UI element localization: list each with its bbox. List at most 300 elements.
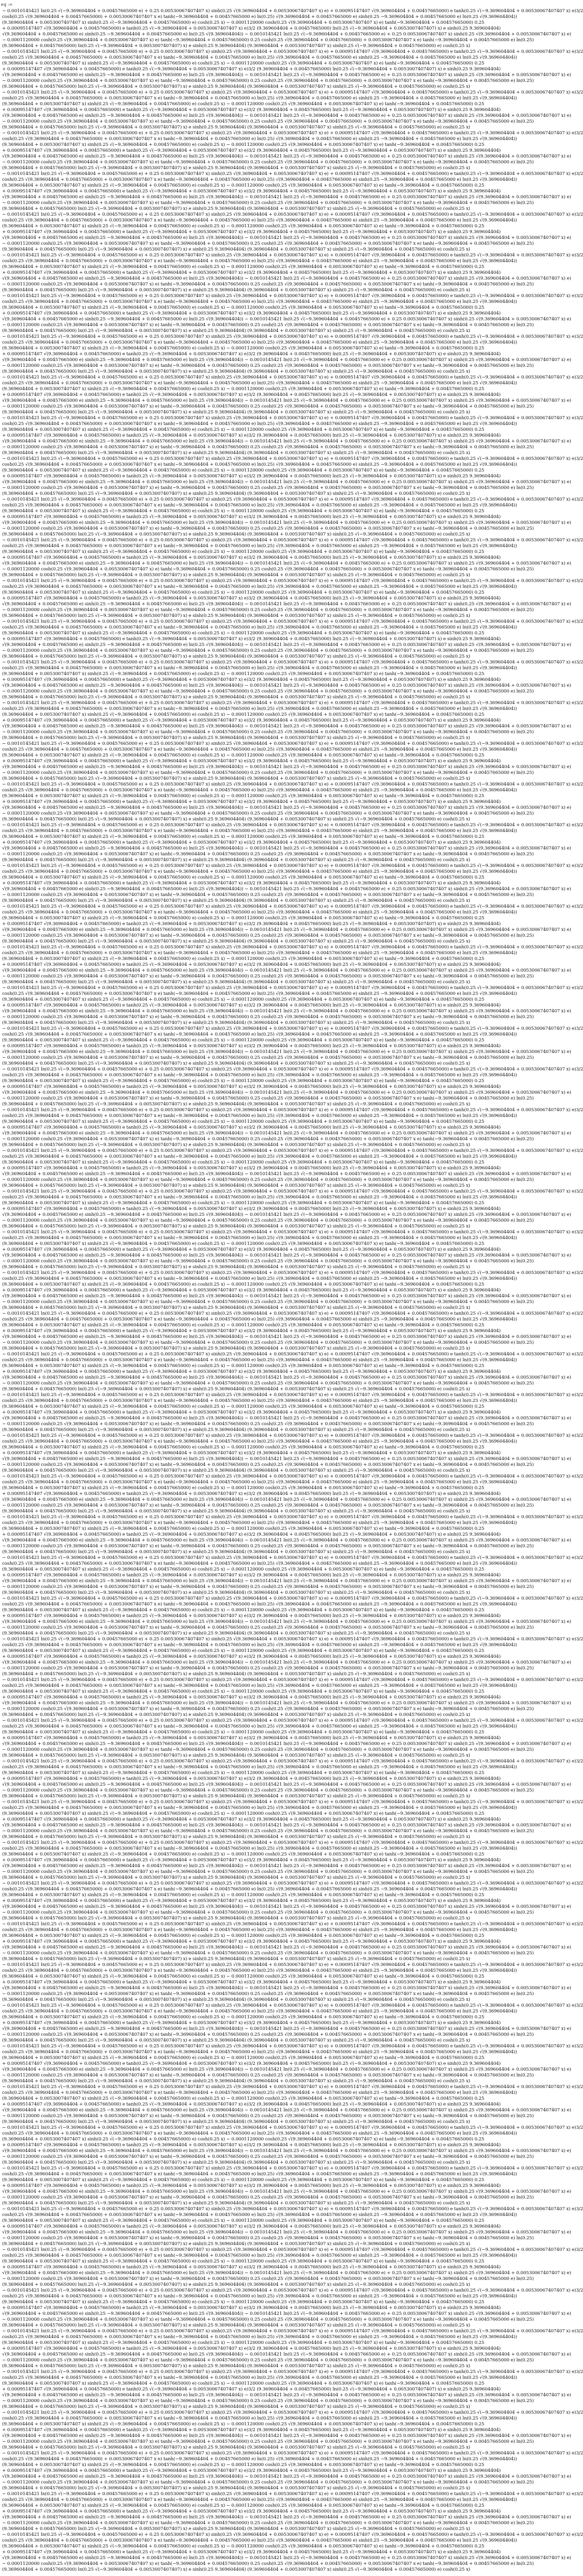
equation-line: + 0.00095147407 √(9.369604404 + 0.00457665000) e tanh(0.25 √(−9.369604404 + 0.00530067407407 x) e)3/2 (9.369604404 + 0.00457665000) ln(0.25 √(−9.369604404 + 0.0053007407407) x) e sinh(0.25 9.369604404) (2, 1858, 501, 1863)
equation-line: √(9.369604404 + 0.00457665000 e) sinh(0.25 −9.369604404 + 0.00457665000 e) ln(0.25 √(9.369604404)) − 0.0010145421 ln(0.25 √(−9.369604404 + 0.00457665000 e) + 0.25 0.00530067407407 x) sinh(0.25 √(9.369604404 + 0.00530067407407 x) e) (2, 72, 571, 78)
equation-line: (9.369604404 + 0.00457665000) ln(0.25 √(−9.369604404 + 0.0053007407407) x) e sinh(0.25 9.369604404) (9.369604404 + 0.0053007407407 x) sinh(0.25 √(−9.369604404 + 0.00457665000) e) cosh(0.25 x) (2, 1468, 470, 1473)
equation-line: (9.369604404 + 0.0053007407407 x) sinh(0.25 √(−9.369604404 + 0.00457665000) e) cosh(0.25 x) − 0.0001120000 cosh(0.25 √(9.369604404 + 0.00530067407407 x) e) tanh(−9.369604404 + 0.00457665000) 0.25 (2, 183, 485, 188)
equation-line: − 0.0001120000 cosh(0.25 √(9.369604404 + 0.00530067407407 x) e) tanh(−9.369604404 + 0.00457665000) 0.25 cosh(0.25 √(9.369604404 + 0.00457665000) + 0.00530067407407 x e) tanh(−9.369604404 + 0.00457665000 e) ln(0.25) (2, 1218, 534, 1223)
equation-line: cosh(0.25 √(9.369604404 + 0.00457665000) + 0.00530067407407 x e) tanh(−9.369604404 + 0.00457665000 e) ln(0.25) √(9.369604404 + 0.00457665000 e) sinh(0.25 −9.369604404 + 0.00457665000 e) ln(0.25 √(9.369604404)) (2, 1724, 517, 1729)
equation-line: (9.369604404 + 0.0053007407407 x) sinh(0.25 √(−9.369604404 + 0.00457665000) e) cosh(0.25 x) − 0.0001120000 cosh(0.25 √(9.369604404 + 0.00530067407407 x) e) tanh(−9.369604404 + 0.00457665000) 0.25 (2, 671, 485, 677)
equation-line: + 0.00095147407 √(9.369604404 + 0.00457665000) e tanh(0.25 √(−9.369604404 + 0.00530067407407 x) e)3/2 (9.369604404 + 0.00457665000) ln(0.25 √(−9.369604404 + 0.0053007407407) x) e sinh(0.25 9.369604404) (2, 189, 501, 194)
equation-line: (9.369604404 + 0.0053007407407 x) sinh(0.25 √(−9.369604404 + 0.00457665000) e) cosh(0.25 x) − 0.0001120000 cosh(0.25 √(9.369604404 + 0.00530067407407 x) e) tanh(−9.369604404 + 0.00457665000) 0.25 (2, 2381, 485, 2386)
equation-line: (9.369604404 + 0.0053007407407 x) sinh(0.25 √(−9.369604404 + 0.00457665000) e) cosh(0.25 x) − 0.0001120000 cosh(0.25 √(9.369604404 + 0.00530067407407 x) e) tanh(−9.369604404 + 0.00457665000) 0.25 (2, 1567, 485, 1572)
equation-line: (9.369604404 + 0.0053007407407 x) sinh(0.25 √(−9.369604404 + 0.00457665000) e) cosh(0.25 x) − 0.0001120000 cosh(0.25 √(9.369604404 + 0.00530067407407 x) e) tanh(−9.369604404 + 0.00457665000) 0.25 (2, 1933, 485, 1938)
equation-line: + 0.00095147407 √(9.369604404 + 0.00457665000) e tanh(0.25 √(−9.369604404 + 0.00530067407407 x) e)3/2 (9.369604404 + 0.00457665000) ln(0.25 √(−9.369604404 + 0.0053007407407) x) e sinh(0.25 9.369604404) (2, 2020, 501, 2026)
equation-line: − 0.0001120000 cosh(0.25 √(9.369604404 + 0.00530067407407 x) e) tanh(−9.369604404 + 0.00457665000) 0.25 cosh(0.25 √(9.369604404 + 0.00457665000) + 0.00530067407407 x e) tanh(−9.369604404 + 0.00457665000 e) ln(0.25) (2, 78, 534, 84)
equation-line: − 0.0010145421 ln(0.25 √(−9.369604404 + 0.00457665000 e) + 0.25 0.00530067407407 x) sinh(0.25 √(9.369604404 + 0.00530067407407 x) e) + 0.00095147407 √(9.369604404 + 0.00457665000) e tanh(0.25 √(−9.369604404 + 0.00530067407407 x) e)3/2 (2, 1881, 583, 1886)
equation-line: cosh(0.25 √(9.369604404 + 0.00457665000) + 0.00530067407407 x e) tanh(−9.369604404 + 0.00457665000 e) ln(0.25) √(9.369604404 + 0.00457665000 e) sinh(0.25 −9.369604404 + 0.00457665000 e) ln(0.25 √(9.369604404)) (2, 2172, 517, 2177)
equation-line: cosh(0.25 √(9.369604404 + 0.00457665000) + 0.00530067407407 x e) tanh(−9.369604404 + 0.00457665000 e) ln(0.25) √(9.369604404 + 0.00457665000 e) sinh(0.25 −9.369604404 + 0.00457665000 e) ln(0.25 √(9.369604404)) (2, 1398, 517, 1404)
equation-line: + 0.00095147407 √(9.369604404 + 0.00457665000) e tanh(0.25 √(−9.369604404 + 0.00530067407407 x) e)3/2 (9.369604404 + 0.00457665000) ln(0.25 √(−9.369604404 + 0.0053007407407) x) e sinh(0.25 9.369604404) (2, 229, 501, 235)
equation-line: + 0.00095147407 √(9.369604404 + 0.00457665000) e tanh(0.25 √(−9.369604404 + 0.00530067407407 x) e)3/2 (9.369604404 + 0.00457665000) ln(0.25 √(−9.369604404 + 0.0053007407407) x) e sinh(0.25 9.369604404) (2, 1247, 501, 1252)
equation-line: − 0.0001120000 cosh(0.25 √(9.369604404 + 0.00530067407407 x) e) tanh(−9.369604404 + 0.00457665000) 0.25 cosh(0.25 √(9.369604404 + 0.00457665000) + 0.00530067407407 x e) tanh(−9.369604404 + 0.00457665000 e) ln(0.25) (2, 892, 534, 898)
equation-line: (9.369604404 + 0.00457665000) ln(0.25 √(−9.369604404 + 0.0053007407407) x) e sinh(0.25 9.369604404) (9.369604404 + 0.0053007407407 x) sinh(0.25 √(−9.369604404 + 0.00457665000) e) cosh(0.25 x) (2, 2486, 470, 2491)
equation-line: − 0.0001120000 cosh(0.25 √(9.369604404 + 0.00530067407407 x) e) tanh(−9.369604404 + 0.00457665000) 0.25 cosh(0.25 √(9.369604404 + 0.00457665000) + 0.00530067407407 x e) tanh(−9.369604404 + 0.00457665000 e) ln(0.25) (2, 2073, 534, 2078)
equation-line: (9.369604404 + 0.00457665000) ln(0.25 √(−9.369604404 + 0.0053007407407) x) e sinh(0.25 9.369604404) (9.369604404 + 0.0053007407407 x) sinh(0.25 √(−9.369604404 + 0.00457665000) e) cosh(0.25 x) (2, 2282, 470, 2287)
equation-line: √(9.369604404 + 0.00457665000 e) sinh(0.25 −9.369604404 + 0.00457665000 e) ln(0.25 √(9.369604404)) − 0.0010145421 ln(0.25 √(−9.369604404 + 0.00457665000 e) + 0.25 0.00530067407407 x) sinh(0.25 √(9.369604404 + 0.00530067407407 x) e) (2, 1456, 571, 1462)
equation-line: + 0.00095147407 √(9.369604404 + 0.00457665000) e tanh(0.25 √(−9.369604404 + 0.00530067407407 x) e)3/2 (9.369604404 + 0.00457665000) ln(0.25 √(−9.369604404 + 0.0053007407407) x) e sinh(0.25 9.369604404) (2, 1451, 501, 1456)
equation-line: cosh(0.25 √(9.369604404 + 0.00457665000) + 0.00530067407407 x e) tanh(−9.369604404 + 0.00457665000 e) ln(0.25) √(9.369604404 + 0.00457665000 e) sinh(0.25 −9.369604404 + 0.00457665000 e) ln(0.25 √(9.369604404)) (2, 869, 517, 874)
equation-line: (9.369604404 + 0.00457665000) ln(0.25 √(−9.369604404 + 0.0053007407407) x) e sinh(0.25 9.369604404) (9.369604404 + 0.0053007407407 x) sinh(0.25 √(−9.369604404 + 0.00457665000) e) cosh(0.25 x) (2, 1264, 470, 1270)
equation-line: − 0.0010145421 ln(0.25 √(−9.369604404 + 0.00457665000 e) + 0.25 0.00530067407407 x) sinh(0.25 √(9.369604404 + 0.00530067407407 x) e) + 0.00095147407 √(9.369604404 + 0.00457665000) e tanh(0.25 √(−9.369604404 + 0.00530067407407 x) e)3/2 (2, 741, 583, 746)
equation-line: (9.369604404 + 0.00457665000) ln(0.25 √(−9.369604404 + 0.0053007407407) x) e sinh(0.25 9.369604404) (9.369604404 + 0.0053007407407 x) sinh(0.25 √(−9.369604404 + 0.00457665000) e) cosh(0.25 x) (2, 1712, 470, 1718)
equation-line: √(9.369604404 + 0.00457665000 e) sinh(0.25 −9.369604404 + 0.00457665000 e) ln(0.25 √(9.369604404)) − 0.0010145421 ln(0.25 √(−9.369604404 + 0.00457665000 e) + 0.25 0.00530067407407 x) sinh(0.25 √(9.369604404 + 0.00530067407407 x) e) (2, 1212, 571, 1217)
equation-line: − 0.0010145421 ln(0.25 √(−9.369604404 + 0.00457665000 e) + 0.25 0.00530067407407 x) sinh(0.25 √(9.369604404 + 0.00530067407407 x) e) + 0.00095147407 √(9.369604404 + 0.00457665000) e tanh(0.25 √(−9.369604404 + 0.00530067407407 x) e)3/2 (2, 1962, 583, 1968)
equation-line: − 0.0001120000 cosh(0.25 √(9.369604404 + 0.00530067407407 x) e) tanh(−9.369604404 + 0.00457665000) 0.25 cosh(0.25 √(9.369604404 + 0.00457665000) + 0.00530067407407 x e) tanh(−9.369604404 + 0.00457665000 e) ln(0.25) (2, 1829, 534, 1834)
equation-line: √(9.369604404 + 0.00457665000 e) sinh(0.25 −9.369604404 + 0.00457665000 e) ln(0.25 √(9.369604404)) − 0.0010145421 ln(0.25 √(−9.369604404 + 0.00457665000 e) + 0.25 0.00530067407407 x) sinh(0.25 √(9.369604404 + 0.00530067407407 x) e) (2, 398, 571, 403)
equation-line: √(9.369604404 + 0.00457665000 e) sinh(0.25 −9.369604404 + 0.00457665000 e) ln(0.25 √(9.369604404)) − 0.0010145421 ln(0.25 √(−9.369604404 + 0.00457665000 e) + 0.25 0.00530067407407 x) sinh(0.25 √(9.369604404 + 0.00530067407407 x) e) (2, 1863, 571, 1869)
equation-line: (9.369604404 + 0.00457665000) ln(0.25 √(−9.369604404 + 0.0053007407407) x) e sinh(0.25 9.369604404) (9.369604404 + 0.0053007407407 x) sinh(0.25 √(−9.369604404 + 0.00457665000) e) cosh(0.25 x) (2, 1020, 470, 1026)
equation-line: − 0.0001120000 cosh(0.25 √(9.369604404 + 0.00530067407407 x) e) tanh(−9.369604404 + 0.00457665000) 0.25 cosh(0.25 √(9.369604404 + 0.00457665000) + 0.00530067407407 x e) tanh(−9.369604404 + 0.00457665000 e) ln(0.25) (2, 2317, 534, 2322)
equation-line: − 0.0001120000 cosh(0.25 √(9.369604404 + 0.00530067407407 x) e) tanh(−9.369604404 + 0.00457665000) 0.25 cosh(0.25 √(9.369604404 + 0.00457665000) + 0.00530067407407 x e) tanh(−9.369604404 + 0.00457665000 e) ln(0.25) (2, 1381, 534, 1386)
equation-line: + 0.00095147407 √(9.369604404 + 0.00457665000) e tanh(0.25 √(−9.369604404 + 0.00530067407407 x) e)3/2 (9.369604404 + 0.00457665000) ln(0.25 √(−9.369604404 + 0.0053007407407) x) e sinh(0.25 9.369604404) (2, 2305, 501, 2311)
equation-line: √(9.369604404 + 0.00457665000 e) sinh(0.25 −9.369604404 + 0.00457665000 e) ln(0.25 √(9.369604404)) − 0.0010145421 ln(0.25 √(−9.369604404 + 0.00457665000 e) + 0.25 0.00530067407407 x) sinh(0.25 √(9.369604404 + 0.00530067407407 x) e) (2, 2026, 571, 2032)
equation-line: (9.369604404 + 0.00457665000) ln(0.25 √(−9.369604404 + 0.0053007407407) x) e sinh(0.25 9.369604404) (9.369604404 + 0.0053007407407 x) sinh(0.25 √(−9.369604404 + 0.00457665000) e) cosh(0.25 x) (2, 2404, 470, 2409)
equation-line: √(9.369604404 + 0.00457665000 e) sinh(0.25 −9.369604404 + 0.00457665000 e) ln(0.25 √(9.369604404)) − 0.0010145421 ln(0.25 √(−9.369604404 + 0.00457665000 e) + 0.25 0.00530067407407 x) sinh(0.25 √(9.369604404 + 0.00530067407407 x) e) (2, 1334, 571, 1340)
equation-line: (9.369604404 + 0.0053007407407 x) sinh(0.25 √(−9.369604404 + 0.00457665000) e) cosh(0.25 x) − 0.0001120000 cosh(0.25 √(9.369604404 + 0.00530067407407 x) e) tanh(−9.369604404 + 0.00457665000) 0.25 (2, 427, 485, 432)
equation-line: − 0.0001120000 cosh(0.25 √(9.369604404 + 0.00530067407407 x) e) tanh(−9.369604404 + 0.00457665000) 0.25 cosh(0.25 √(9.369604404 + 0.00457665000) + 0.00530067407407 x e) tanh(−9.369604404 + 0.00457665000 e) ln(0.25) (2, 2276, 534, 2282)
equation-line: (9.369604404 + 0.0053007407407 x) sinh(0.25 √(−9.369604404 + 0.00457665000) e) cosh(0.25 x) − 0.0001120000 cosh(0.25 √(9.369604404 + 0.00530067407407 x) e) tanh(−9.369604404 + 0.00457665000) 0.25 (2, 1241, 485, 1247)
equation-line: (9.369604404 + 0.00457665000) ln(0.25 √(−9.369604404 + 0.0053007407407) x) e sinh(0.25 9.369604404) (9.369604404 + 0.0053007407407 x) sinh(0.25 √(−9.369604404 + 0.00457665000) e) cosh(0.25 x) (2, 288, 470, 293)
equation-line: √(9.369604404 + 0.00457665000 e) sinh(0.25 −9.369604404 + 0.00457665000 e) ln(0.25 √(9.369604404)) − 0.0010145421 ln(0.25 √(−9.369604404 + 0.00457665000 e) + 0.25 0.00530067407407 x) sinh(0.25 √(9.369604404 + 0.00530067407407 x) e) (2, 1294, 571, 1299)
equation-line: cosh(0.25 √(9.369604404 + 0.00457665000) + 0.00530067407407 x e) tanh(−9.369604404 + 0.00457665000 e) ln(0.25) √(9.369604404 + 0.00457665000 e) sinh(0.25 −9.369604404 + 0.00457665000 e) ln(0.25 √(9.369604404)) (2, 503, 517, 508)
equation-line: (9.369604404 + 0.00457665000) ln(0.25 √(−9.369604404 + 0.0053007407407) x) e sinh(0.25 9.369604404) (9.369604404 + 0.0053007407407 x) sinh(0.25 √(−9.369604404 + 0.00457665000) e) cosh(0.25 x) (2, 776, 470, 781)
equation-line: − 0.0010145421 ln(0.25 √(−9.369604404 + 0.00457665000 e) + 0.25 0.00530067407407 x) sinh(0.25 √(9.369604404 + 0.00530067407407 x) e) + 0.00095147407 √(9.369604404 + 0.00457665000) e tanh(0.25 √(−9.369604404 + 0.00530067407407 x) e)3/2 (2, 1555, 583, 1561)
equation-line: + 0.00095147407 √(9.369604404 + 0.00457665000) e tanh(0.25 √(−9.369604404 + 0.00530067407407 x) e)3/2 (9.369604404 + 0.00457665000) ln(0.25 √(−9.369604404 + 0.0053007407407) x) e sinh(0.25 9.369604404) (2, 1044, 501, 1049)
equation-line: (9.369604404 + 0.0053007407407 x) sinh(0.25 √(−9.369604404 + 0.00457665000) e) cosh(0.25 x) − 0.0001120000 cosh(0.25 √(9.369604404 + 0.00530067407407 x) e) tanh(−9.369604404 + 0.00457665000) 0.25 (2, 61, 485, 66)
equation-line: √(9.369604404 + 0.00457665000 e) sinh(0.25 −9.369604404 + 0.00457665000 e) ln(0.25 √(9.369604404)) − 0.0010145421 ln(0.25 √(−9.369604404 + 0.00457665000 e) + 0.25 0.00530067407407 x) sinh(0.25 √(9.369604404 + 0.00530067407407 x) e) (2, 2352, 571, 2357)
equation-line: − 0.0001120000 cosh(0.25 √(9.369604404 + 0.00530067407407 x) e) tanh(−9.369604404 + 0.00457665000) 0.25 cosh(0.25 √(9.369604404 + 0.00457665000) + 0.00530067407407 x e) tanh(−9.369604404 + 0.00457665000 e) ln(0.25) (2, 1177, 534, 1183)
equation-line: + 0.00095147407 √(9.369604404 + 0.00457665000) e tanh(0.25 √(−9.369604404 + 0.00530067407407 x) e)3/2 (9.369604404 + 0.00457665000) ln(0.25 √(−9.369604404 + 0.0053007407407) x) e sinh(0.25 9.369604404) (2, 1369, 501, 1374)
equation-line: − 0.0001120000 cosh(0.25 √(9.369604404 + 0.00530067407407 x) e) tanh(−9.369604404 + 0.00457665000) 0.25 cosh(0.25 √(9.369604404 + 0.00457665000) + 0.00530067407407 x e) tanh(−9.369604404 + 0.00457665000 e) ln(0.25) (2, 1259, 534, 1264)
equation-line: (9.369604404 + 0.0053007407407 x) sinh(0.25 √(−9.369604404 + 0.00457665000) e) cosh(0.25 x) − 0.0001120000 cosh(0.25 √(9.369604404 + 0.00530067407407 x) e) tanh(−9.369604404 + 0.00457665000) 0.25 (2, 2259, 485, 2264)
equation-line: + 0.00095147407 √(9.369604404 + 0.00457665000) e tanh(0.25 √(−9.369604404 + 0.00530067407407 x) e)3/2 (9.369604404 + 0.00457665000) ln(0.25 √(−9.369604404 + 0.0053007407407) x) e sinh(0.25 9.369604404) (2, 433, 501, 438)
equation-line: cosh(0.25 √(9.369604404 + 0.00457665000) + 0.00530067407407 x e) tanh(−9.369604404 + 0.00457665000 e) ln(0.25) √(9.369604404 + 0.00457665000 e) sinh(0.25 −9.369604404 + 0.00457665000 e) ln(0.25 √(9.369604404)) (2, 1765, 517, 1770)
equation-line: − 0.0010145421 ln(0.25 √(−9.369604404 + 0.00457665000 e) + 0.25 0.00530067407407 x) sinh(0.25 √(9.369604404 + 0.00530067407407 x) e) + 0.00095147407 √(9.369604404 + 0.00457665000) e tanh(0.25 √(−9.369604404 + 0.00530067407407 x) e)3/2 (2, 1799, 583, 1805)
equation-line: − 0.0001120000 cosh(0.25 √(9.369604404 + 0.00530067407407 x) e) tanh(−9.369604404 + 0.00457665000) 0.25 cosh(0.25 √(9.369604404 + 0.00457665000) + 0.00530067407407 x e) tanh(−9.369604404 + 0.00457665000 e) ln(0.25) (2, 445, 534, 450)
equation-line: − 0.0001120000 cosh(0.25 √(9.369604404 + 0.00530067407407 x) e) tanh(−9.369604404 + 0.00457665000) 0.25 cosh(0.25 √(9.369604404 + 0.00457665000) + 0.00530067407407 x e) tanh(−9.369604404 + 0.00457665000 e) ln(0.25) (2, 1584, 534, 1590)
equation-line: √(9.369604404 + 0.00457665000 e) sinh(0.25 −9.369604404 + 0.00457665000 e) ln(0.25 √(9.369604404)) − 0.0010145421 ln(0.25 √(−9.369604404 + 0.00457665000 e) + 0.25 0.00530067407407 x) sinh(0.25 √(9.369604404 + 0.00530067407407 x) e) (2, 154, 571, 159)
equation-line: + 0.00095147407 √(9.369604404 + 0.00457665000) e tanh(0.25 √(−9.369604404 + 0.00530067407407 x) e)3/2 (9.369604404 + 0.00457665000) ln(0.25 √(−9.369604404 + 0.0053007407407) x) e sinh(0.25 9.369604404) (2, 148, 501, 153)
equation-line: − 0.0010145421 ln(0.25 √(−9.369604404 + 0.00457665000 e) + 0.25 0.00530067407407 x) sinh(0.25 √(9.369604404 + 0.00530067407407 x) e) + 0.00095147407 √(9.369604404 + 0.00457665000) e tanh(0.25 √(−9.369604404 + 0.00530067407407 x) e)3/2 (2, 2044, 583, 2049)
equation-line: − 0.0001120000 cosh(0.25 √(9.369604404 + 0.00530067407407 x) e) tanh(−9.369604404 + 0.00457665000) 0.25 cosh(0.25 √(9.369604404 + 0.00457665000) + 0.00530067407407 x e) tanh(−9.369604404 + 0.00457665000 e) ln(0.25) (2, 1747, 534, 1752)
equation-line: − 0.0001120000 cosh(0.25 √(9.369604404 + 0.00530067407407 x) e) tanh(−9.369604404 + 0.00457665000) 0.25 cosh(0.25 √(9.369604404 + 0.00457665000) + 0.00530067407407 x e) tanh(−9.369604404 + 0.00457665000 e) ln(0.25) (2, 2195, 534, 2200)
equation-line: (9.369604404 + 0.0053007407407 x) sinh(0.25 √(−9.369604404 + 0.00457665000) e) cosh(0.25 x) − 0.0001120000 cosh(0.25 √(9.369604404 + 0.00530067407407 x) e) tanh(−9.369604404 + 0.00457665000) 0.25 (2, 20, 485, 25)
equation-line: − 0.0001120000 cosh(0.25 √(9.369604404 + 0.00530067407407 x) e) tanh(−9.369604404 + 0.00457665000) 0.25 cosh(0.25 √(9.369604404 + 0.00457665000) + 0.00530067407407 x e) tanh(−9.369604404 + 0.00457665000 e) ln(0.25) (2, 322, 534, 328)
equation-line: cosh(0.25 √(9.369604404 + 0.00457665000) + 0.00530067407407 x e) tanh(−9.369604404 + 0.00457665000 e) ln(0.25) √(9.369604404 + 0.00457665000 e) sinh(0.25 −9.369604404 + 0.00457665000 e) ln(0.25 √(9.369604404)) (2, 584, 517, 589)
equation-line: √(9.369604404 + 0.00457665000 e) sinh(0.25 −9.369604404 + 0.00457665000 e) ln(0.25 √(9.369604404)) − 0.0010145421 ln(0.25 √(−9.369604404 + 0.00457665000 e) + 0.25 0.00530067407407 x) sinh(0.25 √(9.369604404 + 0.00530067407407 x) e) (2, 764, 571, 770)
equation-line: cosh(0.25 √(9.369604404 + 0.00457665000) + 0.00530067407407 x e) tanh(−9.369604404 + 0.00457665000 e) ln(0.25) √(9.369604404 + 0.00457665000 e) sinh(0.25 −9.369604404 + 0.00457665000 e) ln(0.25 √(9.369604404)) (2, 2131, 517, 2136)
equation-line: + 0.00095147407 √(9.369604404 + 0.00457665000) e tanh(0.25 √(−9.369604404 + 0.00530067407407 x) e)3/2 (9.369604404 + 0.00457665000) ln(0.25 √(−9.369604404 + 0.0053007407407) x) e sinh(0.25 9.369604404) (2, 514, 501, 520)
equation-line: + 0.00095147407 √(9.369604404 + 0.00457665000) e tanh(0.25 √(−9.369604404 + 0.00530067407407 x) e)3/2 (9.369604404 + 0.00457665000) ln(0.25 √(−9.369604404 + 0.0053007407407) x) e sinh(0.25 9.369604404) (2, 555, 501, 560)
equation-line: − 0.0001120000 cosh(0.25 √(9.369604404 + 0.00530067407407 x) e) tanh(−9.369604404 + 0.00457665000) 0.25 cosh(0.25 √(9.369604404 + 0.00457665000) + 0.00530067407407 x e) tanh(−9.369604404 + 0.00457665000 e) ln(0.25) (2, 2398, 534, 2404)
equation-line: (9.369604404 + 0.0053007407407 x) sinh(0.25 √(−9.369604404 + 0.00457665000) e) cosh(0.25 x) − 0.0001120000 cosh(0.25 √(9.369604404 + 0.00530067407407 x) e) tanh(−9.369604404 + 0.00457665000) 0.25 (2, 753, 485, 758)
equation-line: − 0.0001120000 cosh(0.25 √(9.369604404 + 0.00530067407407 x) e) tanh(−9.369604404 + 0.00457665000) 0.25 cosh(0.25 √(9.369604404 + 0.00457665000) + 0.00530067407407 x e) tanh(−9.369604404 + 0.00457665000 e) ln(0.25) (2, 648, 534, 653)
equation-line: + 0.00095147407 √(9.369604404 + 0.00457665000) e tanh(0.25 √(−9.369604404 + 0.00530067407407 x) e)3/2 (9.369604404 + 0.00457665000) ln(0.25 √(−9.369604404 + 0.0053007407407) x) e sinh(0.25 9.369604404) (2, 759, 501, 764)
equation-line: (9.369604404 + 0.0053007407407 x) sinh(0.25 √(−9.369604404 + 0.00457665000) e) cosh(0.25 x) − 0.0001120000 cosh(0.25 √(9.369604404 + 0.00530067407407 x) e) tanh(−9.369604404 + 0.00457665000) 0.25 (2, 793, 485, 799)
equation-line: − 0.0001120000 cosh(0.25 √(9.369604404 + 0.00530067407407 x) e) tanh(−9.369604404 + 0.00457665000) 0.25 cosh(0.25 √(9.369604404 + 0.00457665000) + 0.00530067407407 x e) tanh(−9.369604404 + 0.00457665000 e) ln(0.25) (2, 2520, 534, 2526)
equation-line: (9.369604404 + 0.00457665000) ln(0.25 √(−9.369604404 + 0.0053007407407) x) e sinh(0.25 9.369604404) (9.369604404 + 0.0053007407407 x) sinh(0.25 √(−9.369604404 + 0.00457665000) e) cosh(0.25 x) (2, 1142, 470, 1148)
equation-line: − 0.0001120000 cosh(0.25 √(9.369604404 + 0.00530067407407 x) e) tanh(−9.369604404 + 0.00457665000) 0.25 cosh(0.25 √(9.369604404 + 0.00457665000) + 0.00530067407407 x e) tanh(−9.369604404 + 0.00457665000 e) ln(0.25) (2, 2236, 534, 2241)
equation-line: (9.369604404 + 0.0053007407407 x) sinh(0.25 √(−9.369604404 + 0.00457665000) e) cosh(0.25 x) − 0.0001120000 cosh(0.25 √(9.369604404 + 0.00530067407407 x) e) tanh(−9.369604404 + 0.00457665000) 0.25 (2, 2177, 485, 2183)
equation-line: √(9.369604404 + 0.00457665000 e) sinh(0.25 −9.369604404 + 0.00457665000 e) ln(0.25 √(9.369604404)) − 0.0010145421 ln(0.25 √(−9.369604404 + 0.00457665000 e) + 0.25 0.00530067407407 x) sinh(0.25 √(9.369604404 + 0.00530067407407 x) e) (2, 2230, 571, 2235)
equation-line: (9.369604404 + 0.00457665000) ln(0.25 √(−9.369604404 + 0.0053007407407) x) e sinh(0.25 9.369604404) (9.369604404 + 0.0053007407407 x) sinh(0.25 √(−9.369604404 + 0.00457665000) e) cosh(0.25 x) (2, 2526, 470, 2532)
equation-line: + 0.00095147407 √(9.369604404 + 0.00457665000) e tanh(0.25 √(−9.369604404 + 0.00530067407407 x) e)3/2 (9.369604404 + 0.00457665000) ln(0.25 √(−9.369604404 + 0.0053007407407) x) e sinh(0.25 9.369604404) (2, 1125, 501, 1130)
equation-line: (9.369604404 + 0.00457665000) ln(0.25 √(−9.369604404 + 0.0053007407407) x) e sinh(0.25 9.369604404) (9.369604404 + 0.0053007407407 x) sinh(0.25 √(−9.369604404 + 0.00457665000) e) cosh(0.25 x) (2, 1305, 470, 1310)
equation-line: − 0.0010145421 ln(0.25 √(−9.369604404 + 0.00457665000 e) + 0.25 0.00530067407407 x) sinh(0.25 √(9.369604404 + 0.00530067407407 x) e) + 0.00095147407 √(9.369604404 + 0.00457665000) e tanh(0.25 √(−9.369604404 + 0.00530067407407 x) e)3/2 (2, 334, 583, 339)
equation-line: cosh(0.25 √(9.369604404 + 0.00457665000) + 0.00530067407407 x e) tanh(−9.369604404 + 0.00457665000 e) ln(0.25) √(9.369604404 + 0.00457665000 e) sinh(0.25 −9.369604404 + 0.00457665000 e) ln(0.25 √(9.369604404)) (2, 991, 517, 996)
equation-line: − 0.0001120000 cosh(0.25 √(9.369604404 + 0.00530067407407 x) e) tanh(−9.369604404 + 0.00457665000) 0.25 cosh(0.25 √(9.369604404 + 0.00457665000) + 0.00530067407407 x e) tanh(−9.369604404 + 0.00457665000 e) ln(0.25) (2, 933, 534, 938)
equation-line: (9.369604404 + 0.0053007407407 x) sinh(0.25 √(−9.369604404 + 0.00457665000) e) cosh(0.25 x) − 0.0001120000 cosh(0.25 √(9.369604404 + 0.00530067407407 x) e) tanh(−9.369604404 + 0.00457665000) 0.25 (2, 101, 485, 107)
equation-line: + 0.00095147407 √(9.369604404 + 0.00457665000) e tanh(0.25 √(−9.369604404 + 0.00530067407407 x) e)3/2 (9.369604404 + 0.00457665000) ln(0.25 √(−9.369604404 + 0.0053007407407) x) e sinh(0.25 9.369604404) (2, 26, 501, 31)
equation-line: (9.369604404 + 0.00457665000) ln(0.25 √(−9.369604404 + 0.0053007407407) x) e sinh(0.25 9.369604404) (9.369604404 + 0.0053007407407 x) sinh(0.25 √(−9.369604404 + 0.00457665000) e) cosh(0.25 x) (2, 491, 470, 496)
equation-line: √(9.369604404 + 0.00457665000 e) sinh(0.25 −9.369604404 + 0.00457665000 e) ln(0.25 √(9.369604404)) − 0.0010145421 ln(0.25 √(−9.369604404 + 0.00457665000 e) + 0.25 0.00530067407407 x) sinh(0.25 √(9.369604404 + 0.00530067407407 x) e) (2, 1171, 571, 1177)
equation-line: cosh(0.25 √(9.369604404 + 0.00457665000) + 0.00530067407407 x e) tanh(−9.369604404 + 0.00457665000 e) ln(0.25) √(9.369604404 + 0.00457665000 e) sinh(0.25 −9.369604404 + 0.00457665000 e) ln(0.25 √(9.369604404)) (2, 1317, 517, 1322)
equation-line: − 0.0001120000 cosh(0.25 √(9.369604404 + 0.00530067407407 x) e) tanh(−9.369604404 + 0.00457665000) 0.25 cosh(0.25 √(9.369604404 + 0.00457665000) + 0.00530067407407 x e) tanh(−9.369604404 + 0.00457665000 e) ln(0.25) (2, 2032, 534, 2037)
equation-line: cosh(0.25 √(9.369604404 + 0.00457665000) + 0.00530067407407 x e) tanh(−9.369604404 + 0.00457665000 e) ln(0.25) √(9.369604404 + 0.00457665000 e) sinh(0.25 −9.369604404 + 0.00457665000 e) ln(0.25 √(9.369604404)) (2, 950, 517, 956)
equation-line: − 0.0001120000 cosh(0.25 √(9.369604404 + 0.00530067407407 x) e) tanh(−9.369604404 + 0.00457665000) 0.25 cosh(0.25 √(9.369604404 + 0.00457665000) + 0.00530067407407 x e) tanh(−9.369604404 + 0.00457665000 e) ln(0.25) (2, 811, 534, 816)
equation-line: + 0.00095147407 √(9.369604404 + 0.00457665000) e tanh(0.25 √(−9.369604404 + 0.00530067407407 x) e)3/2 (9.369604404 + 0.00457665000) ln(0.25 √(−9.369604404 + 0.0053007407407) x) e sinh(0.25 9.369604404) (2, 2224, 501, 2229)
equation-line: − 0.0001120000 cosh(0.25 √(9.369604404 + 0.00530067407407 x) e) tanh(−9.369604404 + 0.00457665000) 0.25 cosh(0.25 √(9.369604404 + 0.00457665000) + 0.00530067407407 x e) tanh(−9.369604404 + 0.00457665000 e) ln(0.25) (2, 485, 534, 491)
equation-line: (9.369604404 + 0.00457665000) ln(0.25 √(−9.369604404 + 0.0053007407407) x) e sinh(0.25 9.369604404) (9.369604404 + 0.0053007407407 x) sinh(0.25 √(−9.369604404 + 0.00457665000) e) cosh(0.25 x) (2, 2038, 470, 2043)
equation-line: − 0.0010145421 ln(0.25 √(−9.369604404 + 0.00457665000 e) + 0.25 0.00530067407407 x) sinh(0.25 √(9.369604404 + 0.00530067407407 x) e) + 0.00095147407 √(9.369604404 + 0.00457665000) e tanh(0.25 √(−9.369604404 + 0.00530067407407 x) e)3/2 (2, 497, 583, 502)
equation-line: + 0.00095147407 √(9.369604404 + 0.00457665000) e tanh(0.25 √(−9.369604404 + 0.00530067407407 x) e)3/2 (9.369604404 + 0.00457665000) ln(0.25 √(−9.369604404 + 0.0053007407407) x) e sinh(0.25 9.369604404) (2, 1939, 501, 1944)
equation-line: cosh(0.25 √(9.369604404 + 0.00457665000) + 0.00530067407407 x e) tanh(−9.369604404 + 0.00457665000 e) ln(0.25) √(9.369604404 + 0.00457665000 e) sinh(0.25 −9.369604404 + 0.00457665000 e) ln(0.25 √(9.369604404)) (2, 381, 517, 386)
equation-line: cosh(0.25 √(9.369604404 + 0.00457665000) + 0.00530067407407 x e) tanh(−9.369604404 + 0.00457665000 e) ln(0.25) √(9.369604404 + 0.00457665000 e) sinh(0.25 −9.369604404 + 0.00457665000 e) ln(0.25 √(9.369604404)) (2, 666, 517, 671)
equation-line: √(9.369604404 + 0.00457665000 e) sinh(0.25 −9.369604404 + 0.00457665000 e) ln(0.25 √(9.369604404)) − 0.0010145421 ln(0.25 √(−9.369604404 + 0.00457665000 e) + 0.25 0.00530067407407 x) sinh(0.25 √(9.369604404 + 0.00530067407407 x) e) (2, 357, 571, 363)
equation-line: + 0.00095147407 √(9.369604404 + 0.00457665000) e tanh(0.25 √(−9.369604404 + 0.00530067407407 x) e)3/2 (9.369604404 + 0.00457665000) ln(0.25 √(−9.369604404 + 0.0053007407407) x) e sinh(0.25 9.369604404) (2, 1573, 501, 1578)
equation-line: (9.369604404 + 0.0053007407407 x) sinh(0.25 √(−9.369604404 + 0.00457665000) e) cosh(0.25 x) − 0.0001120000 cosh(0.25 √(9.369604404 + 0.00530067407407 x) e) tanh(−9.369604404 + 0.00457665000) 0.25 (2, 2422, 485, 2427)
equation-line: cosh(0.25 √(9.369604404 + 0.00457665000) + 0.00530067407407 x e) tanh(−9.369604404 + 0.00457665000 e) ln(0.25) √(9.369604404 + 0.00457665000 e) sinh(0.25 −9.369604404 + 0.00457665000 e) ln(0.25 √(9.369604404)) (2, 1439, 517, 1444)
equation-line: − 0.0010145421 ln(0.25 √(−9.369604404 + 0.00457665000 e) + 0.25 0.00530067407407 x) sinh(0.25 √(9.369604404 + 0.00530067407407 x) e) + 0.00095147407 √(9.369604404 + 0.00457665000) e tanh(0.25 √(−9.369604404 + 0.00530067407407 x) e)3/2 (2, 1067, 583, 1072)
equation-line: (9.369604404 + 0.0053007407407 x) sinh(0.25 √(−9.369604404 + 0.00457665000) e) cosh(0.25 x) − 0.0001120000 cosh(0.25 √(9.369604404 + 0.00530067407407 x) e) tanh(−9.369604404 + 0.00457665000) 0.25 (2, 1160, 485, 1165)
equation-line: + 0.00095147407 √(9.369604404 + 0.00457665000) e tanh(0.25 √(−9.369604404 + 0.00530067407407 x) e)3/2 (9.369604404 + 0.00457665000) ln(0.25 √(−9.369604404 + 0.0053007407407) x) e sinh(0.25 9.369604404) (2, 2265, 501, 2270)
equation-line: cosh(0.25 √(9.369604404 + 0.00457665000) + 0.00530067407407 x e) tanh(−9.369604404 + 0.00457665000 e) ln(0.25) √(9.369604404 + 0.00457665000 e) sinh(0.25 −9.369604404 + 0.00457665000 e) ln(0.25 √(9.369604404)) (2, 1805, 517, 1811)
equation-line: √(9.369604404 + 0.00457665000 e) sinh(0.25 −9.369604404 + 0.00457665000 e) ln(0.25 √(9.369604404)) − 0.0010145421 ln(0.25 √(−9.369604404 + 0.00457665000 e) + 0.25 0.00530067407407 x) sinh(0.25 √(9.369604404 + 0.00530067407407 x) e) (2, 113, 571, 118)
equation-line: − 0.0010145421 ln(0.25 √(−9.369604404 + 0.00457665000 e) + 0.25 0.00530067407407 x) sinh(0.25 √(9.369604404 + 0.00530067407407 x) e) + 0.00095147407 √(9.369604404 + 0.00457665000) e tanh(0.25 √(−9.369604404 + 0.00530067407407 x) e)3/2 (2, 2084, 583, 2090)
equation-line: (9.369604404 + 0.0053007407407 x) sinh(0.25 √(−9.369604404 + 0.00457665000) e) cosh(0.25 x) − 0.0001120000 cosh(0.25 √(9.369604404 + 0.00530067407407 x) e) tanh(−9.369604404 + 0.00457665000) 0.25 (2, 1323, 485, 1328)
equation-line: + 0.00095147407 √(9.369604404 + 0.00457665000) e tanh(0.25 √(−9.369604404 + 0.00530067407407 x) e)3/2 (9.369604404 + 0.00457665000) ln(0.25 √(−9.369604404 + 0.0053007407407) x) e sinh(0.25 9.369604404) (2, 718, 501, 723)
equation-line: cosh(0.25 √(9.369604404 + 0.00457665000) + 0.00530067407407 x e) tanh(−9.369604404 + 0.00457665000 e) ln(0.25) √(9.369604404 + 0.00457665000 e) sinh(0.25 −9.369604404 + 0.00457665000 e) ln(0.25 √(9.369604404)) (2, 1520, 517, 1526)
equation-line: (9.369604404 + 0.0053007407407 x) sinh(0.25 √(−9.369604404 + 0.00457665000) e) cosh(0.25 x) − 0.0001120000 cosh(0.25 √(9.369604404 + 0.00530067407407 x) e) tanh(−9.369604404 + 0.00457665000) 0.25 (2, 1648, 485, 1654)
equation-line: − 0.0010145421 ln(0.25 √(−9.369604404 + 0.00457665000 e) + 0.25 0.00530067407407 x) sinh(0.25 √(9.369604404 + 0.00530067407407 x) e) + 0.00095147407 √(9.369604404 + 0.00457665000) e tanh(0.25 √(−9.369604404 + 0.00530067407407 x) e)3/2 (2, 293, 583, 299)
equation-line: − 0.0001120000 cosh(0.25 √(9.369604404 + 0.00530067407407 x) e) tanh(−9.369604404 + 0.00457665000) 0.25 cosh(0.25 √(9.369604404 + 0.00457665000) + 0.00530067407407 x e) tanh(−9.369604404 + 0.00457665000 e) ln(0.25) (2, 1055, 534, 1060)
equation-line: √(9.369604404 + 0.00457665000 e) sinh(0.25 −9.369604404 + 0.00457665000 e) ln(0.25 √(9.369604404)) − 0.0010145421 ln(0.25 √(−9.369604404 + 0.00457665000 e) + 0.25 0.00530067407407 x) sinh(0.25 √(9.369604404 + 0.00530067407407 x) e) (2, 1131, 571, 1136)
equation-line: cosh(0.25 √(9.369604404 + 0.00457665000) + 0.00530067407407 x e) tanh(−9.369604404 + 0.00457665000 e) ln(0.25) √(9.369604404 + 0.00457665000 e) sinh(0.25 −9.369604404 + 0.00457665000 e) ln(0.25 √(9.369604404)) (2, 177, 517, 182)
equation-line: − 0.0001120000 cosh(0.25 √(9.369604404 + 0.00530067407407 x) e) tanh(−9.369604404 + 0.00457665000) 0.25 cosh(0.25 √(9.369604404 + 0.00457665000) + 0.00530067407407 x e) tanh(−9.369604404 + 0.00457665000 e) ln(0.25) (2, 1910, 534, 1915)
equation-line: (9.369604404 + 0.0053007407407 x) sinh(0.25 √(−9.369604404 + 0.00457665000) e) cosh(0.25 x) − 0.0001120000 cosh(0.25 √(9.369604404 + 0.00530067407407 x) e) tanh(−9.369604404 + 0.00457665000) 0.25 (2, 1445, 485, 1450)
equation-line: − 0.0010145421 ln(0.25 √(−9.369604404 + 0.00457665000 e) + 0.25 0.00530067407407 x) sinh(0.25 √(9.369604404 + 0.00530067407407 x) e) + 0.00095147407 √(9.369604404 + 0.00457665000) e tanh(0.25 √(−9.369604404 + 0.00530067407407 x) e)3/2 (2, 823, 583, 828)
equation-line: √(9.369604404 + 0.00457665000 e) sinh(0.25 −9.369604404 + 0.00457665000 e) ln(0.25 √(9.369604404)) − 0.0010145421 ln(0.25 √(−9.369604404 + 0.00457665000 e) + 0.25 0.00530067407407 x) sinh(0.25 √(9.369604404 + 0.00530067407407 x) e) (2, 2067, 571, 2072)
equation-line: + 0.00095147407 √(9.369604404 + 0.00457665000) e tanh(0.25 √(−9.369604404 + 0.00530067407407 x) e)3/2 (9.369604404 + 0.00457665000) ln(0.25 √(−9.369604404 + 0.0053007407407) x) e sinh(0.25 9.369604404) (2, 1206, 501, 1212)
equation-line: (9.369604404 + 0.0053007407407 x) sinh(0.25 √(−9.369604404 + 0.00457665000) e) cosh(0.25 x) − 0.0001120000 cosh(0.25 √(9.369604404 + 0.00530067407407 x) e) tanh(−9.369604404 + 0.00457665000) 0.25 (2, 2544, 485, 2549)
equation-line: √(9.369604404 + 0.00457665000 e) sinh(0.25 −9.369604404 + 0.00457665000 e) ln(0.25 √(9.369604404)) − 0.0010145421 ln(0.25 √(−9.369604404 + 0.00457665000 e) + 0.25 0.00530067407407 x) sinh(0.25 √(9.369604404 + 0.00530067407407 x) e) (2, 479, 571, 485)
equation-line: − 0.0001120000 cosh(0.25 √(9.369604404 + 0.00530067407407 x) e) tanh(−9.369604404 + 0.00457665000) 0.25 cosh(0.25 √(9.369604404 + 0.00457665000) + 0.00530067407407 x e) tanh(−9.369604404 + 0.00457665000 e) ln(0.25) (2, 1421, 534, 1427)
equation-line: + 0.00095147407 √(9.369604404 + 0.00457665000) e tanh(0.25 √(−9.369604404 + 0.00530067407407 x) e)3/2 (9.369604404 + 0.00457665000) ln(0.25 √(−9.369604404 + 0.0053007407407) x) e sinh(0.25 9.369604404) (2, 1695, 501, 1700)
equation-line: − 0.0001120000 cosh(0.25 √(9.369604404 + 0.00530067407407 x) e) tanh(−9.369604404 + 0.00457665000) 0.25 cosh(0.25 √(9.369604404 + 0.00457665000) + 0.00530067407407 x e) tanh(−9.369604404 + 0.00457665000 e) ln(0.25) (2, 974, 534, 979)
equation-line: (9.369604404 + 0.00457665000) ln(0.25 √(−9.369604404 + 0.0053007407407) x) e sinh(0.25 9.369604404) (9.369604404 + 0.0053007407407 x) sinh(0.25 √(−9.369604404 + 0.00457665000) e) cosh(0.25 x) (2, 532, 470, 537)
equation-line: − 0.0010145421 ln(0.25 √(−9.369604404 + 0.00457665000 e) + 0.25 0.00530067407407 x) sinh(0.25 √(9.369604404 + 0.00530067407407 x) e) + 0.00095147407 √(9.369604404 + 0.00457665000) e tanh(0.25 √(−9.369604404 + 0.00530067407407 x) e)3/2 (2, 1718, 583, 1723)
equation-line: cosh(0.25 √(9.369604404 + 0.00457665000) + 0.00530067407407 x e) tanh(−9.369604404 + 0.00457665000 e) ln(0.25) √(9.369604404 + 0.00457665000 e) sinh(0.25 −9.369604404 + 0.00457665000 e) ln(0.25 √(9.369604404)) (2, 1358, 517, 1363)
equation-line: − 0.0010145421 ln(0.25 √(−9.369604404 + 0.00457665000 e) + 0.25 0.00530067407407 x) sinh(0.25 √(9.369604404 + 0.00530067407407 x) e) + 0.00095147407 √(9.369604404 + 0.00457665000) e tanh(0.25 √(−9.369604404 + 0.00530067407407 x) e)3/2 (2, 1392, 583, 1398)
equation-line: cosh(0.25 √(9.369604404 + 0.00457665000) + 0.00530067407407 x e) tanh(−9.369604404 + 0.00457665000 e) ln(0.25) √(9.369604404 + 0.00457665000 e) sinh(0.25 −9.369604404 + 0.00457665000 e) ln(0.25 √(9.369604404)) (2, 1887, 517, 1892)
equation-line: − 0.0001120000 cosh(0.25 √(9.369604404 + 0.00530067407407 x) e) tanh(−9.369604404 + 0.00457665000) 0.25 cosh(0.25 √(9.369604404 + 0.00457665000) + 0.00530067407407 x e) tanh(−9.369604404 + 0.00457665000 e) ln(0.25) (2, 2480, 534, 2485)
equation-label: eq := (1, 2, 13, 7)
equation-line: + 0.00095147407 √(9.369604404 + 0.00457665000) e tanh(0.25 √(−9.369604404 + 0.00530067407407 x) e)3/2 (9.369604404 + 0.00457665000) ln(0.25 √(−9.369604404 + 0.0053007407407) x) e sinh(0.25 9.369604404) (2, 1735, 501, 1741)
equation-line: + 0.00095147407 √(9.369604404 + 0.00457665000) e tanh(0.25 √(−9.369604404 + 0.00530067407407 x) e)3/2 (9.369604404 + 0.00457665000) ln(0.25 √(−9.369604404 + 0.0053007407407) x) e sinh(0.25 9.369604404) (2, 1084, 501, 1090)
equation-line: − 0.0001120000 cosh(0.25 √(9.369604404 + 0.00530067407407 x) e) tanh(−9.369604404 + 0.00457665000) 0.25 cosh(0.25 √(9.369604404 + 0.00457665000) + 0.00530067407407 x e) tanh(−9.369604404 + 0.00457665000 e) ln(0.25) (2, 2154, 534, 2159)
equation-line: cosh(0.25 √(9.369604404 + 0.00457665000) + 0.00530067407407 x e) tanh(−9.369604404 + 0.00457665000 e) ln(0.25) √(9.369604404 + 0.00457665000 e) sinh(0.25 −9.369604404 + 0.00457665000 e) ln(0.25 √(9.369604404)) (2, 2457, 517, 2462)
equation-line: (9.369604404 + 0.0053007407407 x) sinh(0.25 √(−9.369604404 + 0.00457665000) e) cosh(0.25 x) − 0.0001120000 cosh(0.25 √(9.369604404 + 0.00530067407407 x) e) tanh(−9.369604404 + 0.00457665000) 0.25 (2, 509, 485, 514)
equation-line: + 0.00095147407 √(9.369604404 + 0.00457665000) e tanh(0.25 √(−9.369604404 + 0.00530067407407 x) e)3/2 (9.369604404 + 0.00457665000) ln(0.25 √(−9.369604404 + 0.0053007407407) x) e sinh(0.25 9.369604404) (2, 2550, 501, 2555)
equation-line: − 0.0010145421 ln(0.25 √(−9.369604404 + 0.00457665000 e) + 0.25 0.00530067407407 x) sinh(0.25 √(9.369604404 + 0.00530067407407 x) e) + 0.00095147407 √(9.369604404 + 0.00457665000) e tanh(0.25 √(−9.369604404 + 0.00530067407407 x) e)3/2 (2, 538, 583, 543)
equation-line: − 0.0010145421 ln(0.25 √(−9.369604404 + 0.00457665000 e) + 0.25 0.00530067407407 x) sinh(0.25 √(9.369604404 + 0.00530067407407 x) e) + 0.00095147407 √(9.369604404 + 0.00457665000) e tanh(0.25 √(−9.369604404 + 0.00530067407407 x) e)3/2 (2, 1759, 583, 1764)
equation-line: + 0.00095147407 √(9.369604404 + 0.00457665000) e tanh(0.25 √(−9.369604404 + 0.00530067407407 x) e)3/2 (9.369604404 + 0.00457665000) ln(0.25 √(−9.369604404 + 0.0053007407407) x) e sinh(0.25 9.369604404) (2, 1532, 501, 1537)
equation-line: + 0.00095147407 √(9.369604404 + 0.00457665000) e tanh(0.25 √(−9.369604404 + 0.00530067407407 x) e)3/2 (9.369604404 + 0.00457665000) ln(0.25 √(−9.369604404 + 0.0053007407407) x) e sinh(0.25 9.369604404) (2, 2427, 501, 2433)
equation-line: − 0.0001120000 cosh(0.25 √(9.369604404 + 0.00530067407407 x) e) tanh(−9.369604404 + 0.00457665000) 0.25 cosh(0.25 √(9.369604404 + 0.00457665000) + 0.00530067407407 x e) tanh(−9.369604404 + 0.00457665000 e) ln(0.25) (2, 2439, 534, 2444)
equation-line: (9.369604404 + 0.00457665000) ln(0.25 √(−9.369604404 + 0.0053007407407) x) e sinh(0.25 9.369604404) (9.369604404 + 0.0053007407407 x) sinh(0.25 √(−9.369604404 + 0.00457665000) e) cosh(0.25 x) (2, 2201, 470, 2206)
equation-line: (9.369604404 + 0.0053007407407 x) sinh(0.25 √(−9.369604404 + 0.00457665000) e) cosh(0.25 x) − 0.0001120000 cosh(0.25 √(9.369604404 + 0.00530067407407 x) e) tanh(−9.369604404 + 0.00457665000) 0.25 (2, 875, 485, 880)
equation-line: + 0.00095147407 √(9.369604404 + 0.00457665000) e tanh(0.25 √(−9.369604404 + 0.00530067407407 x) e)3/2 (9.369604404 + 0.00457665000) ln(0.25 √(−9.369604404 + 0.0053007407407) x) e sinh(0.25 9.369604404) (2, 1328, 501, 1334)
equation-line: (9.369604404 + 0.0053007407407 x) sinh(0.25 √(−9.369604404 + 0.00457665000) e) cosh(0.25 x) − 0.0001120000 cosh(0.25 √(9.369604404 + 0.00530067407407 x) e) tanh(−9.369604404 + 0.00457665000) 0.25 (2, 2096, 485, 2101)
equation-line: − 0.0010145421 ln(0.25 √(−9.369604404 + 0.00457665000 e) + 0.25 0.00530067407407 x) sinh(0.25 √(9.369604404 + 0.00530067407407 x) e) + 0.00095147407 √(9.369604404 + 0.00457665000) e tanh(0.25 √(−9.369604404 + 0.00530067407407 x) e)3/2 (2, 1474, 583, 1479)
equation-line: − 0.0001120000 cosh(0.25 √(9.369604404 + 0.00530067407407 x) e) tanh(−9.369604404 + 0.00457665000) 0.25 cosh(0.25 √(9.369604404 + 0.00457665000) + 0.00530067407407 x e) tanh(−9.369604404 + 0.00457665000 e) ln(0.25) (2, 1706, 534, 1712)
equation-line: √(9.369604404 + 0.00457665000 e) sinh(0.25 −9.369604404 + 0.00457665000 e) ln(0.25 √(9.369604404)) − 0.0010145421 ln(0.25 √(−9.369604404 + 0.00457665000 e) + 0.25 0.00530067407407 x) sinh(0.25 √(9.369604404 + 0.00530067407407 x) e) (2, 276, 571, 281)
equation-line: − 0.0001120000 cosh(0.25 √(9.369604404 + 0.00530067407407 x) e) tanh(−9.369604404 + 0.00457665000) 0.25 cosh(0.25 √(9.369604404 + 0.00457665000) + 0.00530067407407 x e) tanh(−9.369604404 + 0.00457665000 e) ln(0.25) (2, 526, 534, 531)
equation-line: − 0.0010145421 ln(0.25 √(−9.369604404 + 0.00457665000 e) + 0.25 0.00530067407407 x) sinh(0.25 √(9.369604404 + 0.00530067407407 x) e) + 0.00095147407 √(9.369604404 + 0.00457665000) e tanh(0.25 √(−9.369604404 + 0.00530067407407 x) e)3/2 (2, 416, 583, 421)
equation-line: − 0.0010145421 ln(0.25 √(−9.369604404 + 0.00457665000 e) + 0.25 0.00530067407407 x) sinh(0.25 √(9.369604404 + 0.00530067407407 x) e) + 0.00095147407 √(9.369604404 + 0.00457665000) e tanh(0.25 √(−9.369604404 + 0.00530067407407 x) e)3/2 (2, 1515, 583, 1520)
equation-line: + 0.00095147407 √(9.369604404 + 0.00457665000) e tanh(0.25 √(−9.369604404 + 0.00530067407407 x) e)3/2 (9.369604404 + 0.00457665000) ln(0.25 √(−9.369604404 + 0.0053007407407) x) e sinh(0.25 9.369604404) (2, 1003, 501, 1008)
equation-line: √(9.369604404 + 0.00457665000 e) sinh(0.25 −9.369604404 + 0.00457665000 e) ln(0.25 √(9.369604404)) − 0.0010145421 ln(0.25 √(−9.369604404 + 0.00457665000 e) + 0.25 0.00530067407407 x) sinh(0.25 √(9.369604404 + 0.00530067407407 x) e) (2, 1375, 571, 1380)
equation-line: cosh(0.25 √(9.369604404 + 0.00457665000) + 0.00530067407407 x e) tanh(−9.369604404 + 0.00457665000 e) ln(0.25) √(9.369604404 + 0.00457665000 e) sinh(0.25 −9.369604404 + 0.00457665000 e) ln(0.25 √(9.369604404)) (2, 2416, 517, 2421)
equation-line: − 0.0010145421 ln(0.25 √(−9.369604404 + 0.00457665000 e) + 0.25 0.00530067407407 x) sinh(0.25 √(9.369604404 + 0.00530067407407 x) e) + 0.00095147407 √(9.369604404 + 0.00457665000) e tanh(0.25 √(−9.369604404 + 0.00530067407407 x) e)3/2 (2, 985, 583, 991)
equation-line: (9.369604404 + 0.00457665000) ln(0.25 √(−9.369604404 + 0.0053007407407) x) e sinh(0.25 9.369604404) (9.369604404 + 0.0053007407407 x) sinh(0.25 √(−9.369604404 + 0.00457665000) e) cosh(0.25 x) (2, 695, 470, 700)
equation-line: (9.369604404 + 0.0053007407407 x) sinh(0.25 √(−9.369604404 + 0.00457665000) e) cosh(0.25 x) − 0.0001120000 cosh(0.25 √(9.369604404 + 0.00530067407407 x) e) tanh(−9.369604404 + 0.00457665000) 0.25 (2, 1282, 485, 1287)
equation-line: − 0.0010145421 ln(0.25 √(−9.369604404 + 0.00457665000 e) + 0.25 0.00530067407407 x) sinh(0.25 √(9.369604404 + 0.00530067407407 x) e) + 0.00095147407 √(9.369604404 + 0.00457665000) e tanh(0.25 √(−9.369604404 + 0.00530067407407 x) e)3/2 (2, 375, 583, 380)
equation-line: cosh(0.25 √(9.369604404 + 0.00457665000) + 0.00530067407407 x e) tanh(−9.369604404 + 0.00457665000 e) ln(0.25) √(9.369604404 + 0.00457665000 e) sinh(0.25 −9.369604404 + 0.00457665000 e) ln(0.25 √(9.369604404)) (2, 14, 517, 20)
equation-line: cosh(0.25 √(9.369604404 + 0.00457665000) + 0.00530067407407 x e) tanh(−9.369604404 + 0.00457665000 e) ln(0.25) √(9.369604404 + 0.00457665000 e) sinh(0.25 −9.369604404 + 0.00457665000 e) ln(0.25 √(9.369604404)) (2, 2538, 517, 2543)
equation-line: cosh(0.25 √(9.369604404 + 0.00457665000) + 0.00530067407407 x e) tanh(−9.369604404 + 0.00457665000 e) ln(0.25) √(9.369604404 + 0.00457665000 e) sinh(0.25 −9.369604404 + 0.00457665000 e) ln(0.25 √(9.369604404)) (2, 1235, 517, 1241)
equation-line: (9.369604404 + 0.00457665000) ln(0.25 √(−9.369604404 + 0.0053007407407) x) e sinh(0.25 9.369604404) (9.369604404 + 0.0053007407407 x) sinh(0.25 √(−9.369604404 + 0.00457665000) e) cosh(0.25 x) (2, 735, 470, 741)
equation-line: (9.369604404 + 0.00457665000) ln(0.25 √(−9.369604404 + 0.0053007407407) x) e sinh(0.25 9.369604404) (9.369604404 + 0.0053007407407 x) sinh(0.25 √(−9.369604404 + 0.00457665000) e) cosh(0.25 x) (2, 410, 470, 415)
equation-line: (9.369604404 + 0.0053007407407 x) sinh(0.25 √(−9.369604404 + 0.00457665000) e) cosh(0.25 x) − 0.0001120000 cosh(0.25 √(9.369604404 + 0.00530067407407 x) e) tanh(−9.369604404 + 0.00457665000) 0.25 (2, 1730, 485, 1735)
equation-line: + 0.00095147407 √(9.369604404 + 0.00457665000) e tanh(0.25 √(−9.369604404 + 0.00530067407407 x) e)3/2 (9.369604404 + 0.00457665000) ln(0.25 √(−9.369604404 + 0.0053007407407) x) e sinh(0.25 9.369604404) (2, 1817, 501, 1822)
equation-line: √(9.369604404 + 0.00457665000 e) sinh(0.25 −9.369604404 + 0.00457665000 e) ln(0.25 √(9.369604404)) − 0.0010145421 ln(0.25 √(−9.369604404 + 0.00457665000 e) + 0.25 0.00530067407407 x) sinh(0.25 √(9.369604404 + 0.00530067407407 x) e) (2, 2270, 571, 2276)
equation-line: √(9.369604404 + 0.00457665000 e) sinh(0.25 −9.369604404 + 0.00457665000 e) ln(0.25 √(9.369604404)) − 0.0010145421 ln(0.25 √(−9.369604404 + 0.00457665000 e) + 0.25 0.00530067407407 x) sinh(0.25 √(9.369604404 + 0.00530067407407 x) e) (2, 2433, 571, 2439)
equation-line: (9.369604404 + 0.00457665000) ln(0.25 √(−9.369604404 + 0.0053007407407) x) e sinh(0.25 9.369604404) (9.369604404 + 0.0053007407407 x) sinh(0.25 √(−9.369604404 + 0.00457665000) e) cosh(0.25 x) (2, 369, 470, 374)
equation-line: (9.369604404 + 0.0053007407407 x) sinh(0.25 √(−9.369604404 + 0.00457665000) e) cosh(0.25 x) − 0.0001120000 cosh(0.25 √(9.369604404 + 0.00530067407407 x) e) tanh(−9.369604404 + 0.00457665000) 0.25 (2, 1770, 485, 1776)
equation-line: (9.369604404 + 0.0053007407407 x) sinh(0.25 √(−9.369604404 + 0.00457665000) e) cosh(0.25 x) − 0.0001120000 cosh(0.25 √(9.369604404 + 0.00530067407407 x) e) tanh(−9.369604404 + 0.00457665000) 0.25 (2, 1852, 485, 1857)
equation-line: √(9.369604404 + 0.00457665000 e) sinh(0.25 −9.369604404 + 0.00457665000 e) ln(0.25 √(9.369604404)) − 0.0010145421 ln(0.25 √(−9.369604404 + 0.00457665000 e) + 0.25 0.00530067407407 x) sinh(0.25 √(9.369604404 + 0.00530067407407 x) e) (2, 1782, 571, 1787)
equation-line: √(9.369604404 + 0.00457665000 e) sinh(0.25 −9.369604404 + 0.00457665000 e) ln(0.25 √(9.369604404)) − 0.0010145421 ln(0.25 √(−9.369604404 + 0.00457665000 e) + 0.25 0.00530067407407 x) sinh(0.25 √(9.369604404 + 0.00530067407407 x) e) (2, 520, 571, 525)
equation-line: (9.369604404 + 0.0053007407407 x) sinh(0.25 √(−9.369604404 + 0.00457665000) e) cosh(0.25 x) − 0.0001120000 cosh(0.25 √(9.369604404 + 0.00530067407407 x) e) tanh(−9.369604404 + 0.00457665000) 0.25 (2, 1201, 485, 1206)
equation-line: + 0.00095147407 √(9.369604404 + 0.00457665000) e tanh(0.25 √(−9.369604404 + 0.00530067407407 x) e)3/2 (9.369604404 + 0.00457665000) ln(0.25 √(−9.369604404 + 0.0053007407407) x) e sinh(0.25 9.369604404) (2, 1491, 501, 1497)
equation-line: (9.369604404 + 0.0053007407407 x) sinh(0.25 √(−9.369604404 + 0.00457665000) e) cosh(0.25 x) − 0.0001120000 cosh(0.25 √(9.369604404 + 0.00530067407407 x) e) tanh(−9.369604404 + 0.00457665000) 0.25 (2, 1974, 485, 1979)
equation-line: − 0.0010145421 ln(0.25 √(−9.369604404 + 0.00457665000 e) + 0.25 0.00530067407407 x) sinh(0.25 √(9.369604404 + 0.00530067407407 x) e) + 0.00095147407 √(9.369604404 + 0.00457665000) e tanh(0.25 √(−9.369604404 + 0.00530067407407 x) e)3/2 (2, 171, 583, 177)
equation-line: (9.369604404 + 0.00457665000) ln(0.25 √(−9.369604404 + 0.0053007407407) x) e sinh(0.25 9.369604404) (9.369604404 + 0.0053007407407 x) sinh(0.25 √(−9.369604404 + 0.00457665000) e) cosh(0.25 x) (2, 43, 470, 49)
equation-line: cosh(0.25 √(9.369604404 + 0.00457665000) + 0.00530067407407 x e) tanh(−9.369604404 + 0.00457665000 e) ln(0.25) √(9.369604404 + 0.00457665000 e) sinh(0.25 −9.369604404 + 0.00457665000 e) ln(0.25 √(9.369604404)) (2, 2212, 517, 2218)
equation-line: + 0.00095147407 √(9.369604404 + 0.00457665000) e tanh(0.25 √(−9.369604404 + 0.00530067407407 x) e)3/2 (9.369604404 + 0.00457665000) ln(0.25 √(−9.369604404 + 0.0053007407407) x) e sinh(0.25 9.369604404) (2, 2183, 501, 2189)
equation-line: − 0.0010145421 ln(0.25 √(−9.369604404 + 0.00457665000 e) + 0.25 0.00530067407407 x) sinh(0.25 √(9.369604404 + 0.00530067407407 x) e) + 0.00095147407 √(9.369604404 + 0.00457665000) e tanh(0.25 √(−9.369604404 + 0.00530067407407 x) e)3/2 (2, 1311, 583, 1316)
equation-line: √(9.369604404 + 0.00457665000 e) sinh(0.25 −9.369604404 + 0.00457665000 e) ln(0.25 √(9.369604404)) − 0.0010145421 ln(0.25 √(−9.369604404 + 0.00457665000 e) + 0.25 0.00530067407407 x) sinh(0.25 √(9.369604404 + 0.00530067407407 x) e) (2, 1986, 571, 1991)
equation-line: + 0.00095147407 √(9.369604404 + 0.00457665000) e tanh(0.25 √(−9.369604404 + 0.00530067407407 x) e)3/2 (9.369604404 + 0.00457665000) ln(0.25 √(−9.369604404 + 0.0053007407407) x) e sinh(0.25 9.369604404) (2, 2102, 501, 2107)
equation-line: + 0.00095147407 √(9.369604404 + 0.00457665000) e tanh(0.25 √(−9.369604404 + 0.00530067407407 x) e)3/2 (9.369604404 + 0.00457665000) ln(0.25 √(−9.369604404 + 0.0053007407407) x) e sinh(0.25 9.369604404) (2, 1980, 501, 1985)
equation-line: √(9.369604404 + 0.00457665000 e) sinh(0.25 −9.369604404 + 0.00457665000 e) ln(0.25 √(9.369604404)) − 0.0010145421 ln(0.25 √(−9.369604404 + 0.00457665000 e) + 0.25 0.00530067407407 x) sinh(0.25 √(9.369604404 + 0.00530067407407 x) e) (2, 1009, 571, 1014)
equation-line: − 0.0010145421 ln(0.25 √(−9.369604404 + 0.00457665000 e) + 0.25 0.00530067407407 x) sinh(0.25 √(9.369604404 + 0.00530067407407 x) e) + 0.00095147407 √(9.369604404 + 0.00457665000) e tanh(0.25 √(−9.369604404 + 0.00530067407407 x) e)3/2 (2, 2410, 583, 2415)
equation-line: − 0.0010145421 ln(0.25 √(−9.369604404 + 0.00457665000 e) + 0.25 0.00530067407407 x) sinh(0.25 √(9.369604404 + 0.00530067407407 x) e) + 0.00095147407 √(9.369604404 + 0.00457665000) e tanh(0.25 √(−9.369604404 + 0.00530067407407 x) e)3/2 (2, 1922, 583, 1927)
equation-line: − 0.0010145421 ln(0.25 √(−9.369604404 + 0.00457665000 e) + 0.25 0.00530067407407 x) sinh(0.25 √(9.369604404 + 0.00530067407407 x) e) + 0.00095147407 √(9.369604404 + 0.00457665000) e tanh(0.25 √(−9.369604404 + 0.00530067407407 x) e)3/2 (2, 1677, 583, 1683)
equation-line: √(9.369604404 + 0.00457665000 e) sinh(0.25 −9.369604404 + 0.00457665000 e) ln(0.25 √(9.369604404)) − 0.0010145421 ln(0.25 √(−9.369604404 + 0.00457665000 e) + 0.25 0.00530067407407 x) sinh(0.25 √(9.369604404 + 0.00530067407407 x) e) (2, 2311, 571, 2316)
equation-line: √(9.369604404 + 0.00457665000 e) sinh(0.25 −9.369604404 + 0.00457665000 e) ln(0.25 √(9.369604404)) − 0.0010145421 ln(0.25 √(−9.369604404 + 0.00457665000 e) + 0.25 0.00530067407407 x) sinh(0.25 √(9.369604404 + 0.00530067407407 x) e) (2, 1049, 571, 1055)
equation-line: + 0.00095147407 √(9.369604404 + 0.00457665000) e tanh(0.25 √(−9.369604404 + 0.00530067407407 x) e)3/2 (9.369604404 + 0.00457665000) ln(0.25 √(−9.369604404 + 0.0053007407407) x) e sinh(0.25 9.369604404) (2, 677, 501, 682)
equation-line: + 0.00095147407 √(9.369604404 + 0.00457665000) e tanh(0.25 √(−9.369604404 + 0.00530067407407 x) e)3/2 (9.369604404 + 0.00457665000) ln(0.25 √(−9.369604404 + 0.0053007407407) x) e sinh(0.25 9.369604404) (2, 474, 501, 479)
equation-line: + 0.00095147407 √(9.369604404 + 0.00457665000) e tanh(0.25 √(−9.369604404 + 0.00530067407407 x) e)3/2 (9.369604404 + 0.00457665000) ln(0.25 √(−9.369604404 + 0.0053007407407) x) e sinh(0.25 9.369604404) (2, 962, 501, 967)
equation-line: cosh(0.25 √(9.369604404 + 0.00457665000) + 0.00530067407407 x e) tanh(−9.369604404 + 0.00457665000 e) ln(0.25) √(9.369604404 + 0.00457665000 e) sinh(0.25 −9.369604404 + 0.00457665000 e) ln(0.25 √(9.369604404)) (2, 1480, 517, 1485)
equation-line: √(9.369604404 + 0.00457665000 e) sinh(0.25 −9.369604404 + 0.00457665000 e) ln(0.25 √(9.369604404)) − 0.0010145421 ln(0.25 √(−9.369604404 + 0.00457665000 e) + 0.25 0.00530067407407 x) sinh(0.25 √(9.369604404 + 0.00530067407407 x) e) (2, 1741, 571, 1747)
equation-line: cosh(0.25 √(9.369604404 + 0.00457665000) + 0.00530067407407 x e) tanh(−9.369604404 + 0.00457665000 e) ln(0.25) √(9.369604404 + 0.00457665000 e) sinh(0.25 −9.369604404 + 0.00457665000 e) ln(0.25 √(9.369604404)) (2, 218, 517, 223)
equation-line: + 0.00095147407 √(9.369604404 + 0.00457665000) e tanh(0.25 √(−9.369604404 + 0.00530067407407 x) e)3/2 (9.369604404 + 0.00457665000) ln(0.25 √(−9.369604404 + 0.0053007407407) x) e sinh(0.25 9.369604404) (2, 881, 501, 886)
equation-line: + 0.00095147407 √(9.369604404 + 0.00457665000) e tanh(0.25 √(−9.369604404 + 0.00530067407407 x) e)3/2 (9.369604404 + 0.00457665000) ln(0.25 √(−9.369604404 + 0.0053007407407) x) e sinh(0.25 9.369604404) (2, 1898, 501, 1904)
equation-line: − 0.0010145421 ln(0.25 √(−9.369604404 + 0.00457665000 e) + 0.25 0.00530067407407 x) sinh(0.25 √(9.369604404 + 0.00530067407407 x) e) + 0.00095147407 √(9.369604404 + 0.00457665000) e tanh(0.25 √(−9.369604404 + 0.00530067407407 x) e)3/2 (2, 904, 583, 909)
equation-line: − 0.0001120000 cosh(0.25 √(9.369604404 + 0.00530067407407 x) e) tanh(−9.369604404 + 0.00457665000) 0.25 cosh(0.25 √(9.369604404 + 0.00457665000) + 0.00530067407407 x e) tanh(−9.369604404 + 0.00457665000 e) ln(0.25) (2, 1340, 534, 1345)
equation-line: − 0.0001120000 cosh(0.25 √(9.369604404 + 0.00530067407407 x) e) tanh(−9.369604404 + 0.00457665000) 0.25 cosh(0.25 √(9.369604404 + 0.00457665000) + 0.00530067407407 x e) tanh(−9.369604404 + 0.00457665000 e) ln(0.25) (2, 689, 534, 694)
equation-line: (9.369604404 + 0.00457665000) ln(0.25 √(−9.369604404 + 0.0053007407407) x) e sinh(0.25 9.369604404) (9.369604404 + 0.0053007407407 x) sinh(0.25 √(−9.369604404 + 0.00457665000) e) cosh(0.25 x) (2, 1672, 470, 1677)
equation-line: − 0.0010145421 ln(0.25 √(−9.369604404 + 0.00457665000 e) + 0.25 0.00530067407407 x) sinh(0.25 √(9.369604404 + 0.00530067407407 x) e) + 0.00095147407 √(9.369604404 + 0.00457665000) e tanh(0.25 √(−9.369604404 + 0.00530067407407 x) e)3/2 (2, 49, 583, 54)
equation-line: √(9.369604404 + 0.00457665000 e) sinh(0.25 −9.369604404 + 0.00457665000 e) ln(0.25 √(9.369604404)) − 0.0010145421 ln(0.25 √(−9.369604404 + 0.00457665000 e) + 0.25 0.00530067407407 x) sinh(0.25 √(9.369604404 + 0.00530067407407 x) e) (2, 683, 571, 688)
equation-line: (9.369604404 + 0.0053007407407 x) sinh(0.25 √(−9.369604404 + 0.00457665000) e) cosh(0.25 x) − 0.0001120000 cosh(0.25 √(9.369604404 + 0.00530067407407 x) e) tanh(−9.369604404 + 0.00457665000) 0.25 (2, 2055, 485, 2061)
equation-line: √(9.369604404 + 0.00457665000 e) sinh(0.25 −9.369604404 + 0.00457665000 e) ln(0.25 √(9.369604404)) − 0.0010145421 ln(0.25 √(−9.369604404 + 0.00457665000 e) + 0.25 0.00530067407407 x) sinh(0.25 √(9.369604404 + 0.00530067407407 x) e) (2, 317, 571, 322)
equation-line: √(9.369604404 + 0.00457665000 e) sinh(0.25 −9.369604404 + 0.00457665000 e) ln(0.25 √(9.369604404)) − 0.0010145421 ln(0.25 √(−9.369604404 + 0.00457665000 e) + 0.25 0.00530067407407 x) sinh(0.25 √(9.369604404 + 0.00530067407407 x) e) (2, 846, 571, 851)
equation-line: (9.369604404 + 0.00457665000) ln(0.25 √(−9.369604404 + 0.0053007407407) x) e sinh(0.25 9.369604404) (9.369604404 + 0.0053007407407 x) sinh(0.25 √(−9.369604404 + 0.00457665000) e) cosh(0.25 x) (2, 1346, 470, 1351)
equation-line: cosh(0.25 √(9.369604404 + 0.00457665000) + 0.00530067407407 x e) tanh(−9.369604404 + 0.00457665000 e) ln(0.25) √(9.369604404 + 0.00457665000 e) sinh(0.25 −9.369604404 + 0.00457665000 e) ln(0.25 √(9.369604404)) (2, 747, 517, 752)
equation-line: − 0.0010145421 ln(0.25 √(−9.369604404 + 0.00457665000 e) + 0.25 0.00530067407407 x) sinh(0.25 √(9.369604404 + 0.00530067407407 x) e) + 0.00095147407 √(9.369604404 + 0.00457665000) e tanh(0.25 √(−9.369604404 + 0.00530067407407 x) e)3/2 (2, 1352, 583, 1357)
equation-line: (9.369604404 + 0.00457665000) ln(0.25 √(−9.369604404 + 0.0053007407407) x) e sinh(0.25 9.369604404) (9.369604404 + 0.0053007407407 x) sinh(0.25 √(−9.369604404 + 0.00457665000) e) cosh(0.25 x) (2, 450, 470, 456)
equation-line: cosh(0.25 √(9.369604404 + 0.00457665000) + 0.00530067407407 x e) tanh(−9.369604404 + 0.00457665000 e) ln(0.25) √(9.369604404 + 0.00457665000 e) sinh(0.25 −9.369604404 + 0.00457665000 e) ln(0.25 √(9.369604404)) (2, 421, 517, 427)
equation-line: (9.369604404 + 0.00457665000) ln(0.25 √(−9.369604404 + 0.0053007407407) x) e sinh(0.25 9.369604404) (9.369604404 + 0.0053007407407 x) sinh(0.25 √(−9.369604404 + 0.00457665000) e) cosh(0.25 x) (2, 2160, 470, 2165)
equation-line: (9.369604404 + 0.0053007407407 x) sinh(0.25 √(−9.369604404 + 0.00457665000) e) cosh(0.25 x) − 0.0001120000 cosh(0.25 √(9.369604404 + 0.00530067407407 x) e) tanh(−9.369604404 + 0.00457665000) 0.25 (2, 1526, 485, 1531)
equation-line: √(9.369604404 + 0.00457665000 e) sinh(0.25 −9.369604404 + 0.00457665000 e) ln(0.25 √(9.369604404)) − 0.0010145421 ln(0.25 √(−9.369604404 + 0.00457665000 e) + 0.25 0.00530067407407 x) sinh(0.25 √(9.369604404 + 0.00530067407407 x) e) (2, 927, 571, 932)
equation-line: (9.369604404 + 0.00457665000) ln(0.25 √(−9.369604404 + 0.0053007407407) x) e sinh(0.25 9.369604404) (9.369604404 + 0.0053007407407 x) sinh(0.25 √(−9.369604404 + 0.00457665000) e) cosh(0.25 x) (2, 573, 470, 578)
equation-line: (9.369604404 + 0.00457665000) ln(0.25 √(−9.369604404 + 0.0053007407407) x) e sinh(0.25 9.369604404) (9.369604404 + 0.0053007407407 x) sinh(0.25 √(−9.369604404 + 0.00457665000) e) cosh(0.25 x) (2, 980, 470, 985)
equation-line: − 0.0010145421 ln(0.25 √(−9.369604404 + 0.00457665000 e) + 0.25 0.00530067407407 x) sinh(0.25 √(9.369604404 + 0.00530067407407 x) e) + 0.00095147407 √(9.369604404 + 0.00457665000) e tanh(0.25 √(−9.369604404 + 0.00530067407407 x) e)3/2 (2, 578, 583, 584)
equation-line: (9.369604404 + 0.0053007407407 x) sinh(0.25 √(−9.369604404 + 0.00457665000) e) cosh(0.25 x) − 0.0001120000 cosh(0.25 √(9.369604404 + 0.00530067407407 x) e) tanh(−9.369604404 + 0.00457665000) 0.25 (2, 549, 485, 555)
equation-line: (9.369604404 + 0.00457665000) ln(0.25 √(−9.369604404 + 0.0053007407407) x) e sinh(0.25 9.369604404) (9.369604404 + 0.0053007407407 x) sinh(0.25 √(−9.369604404 + 0.00457665000) e) cosh(0.25 x) (2, 1183, 470, 1188)
equation-line: (9.369604404 + 0.00457665000) ln(0.25 √(−9.369604404 + 0.0053007407407) x) e sinh(0.25 9.369604404) (9.369604404 + 0.0053007407407 x) sinh(0.25 √(−9.369604404 + 0.00457665000) e) cosh(0.25 x) (2, 817, 470, 822)
equation-line: − 0.0001120000 cosh(0.25 √(9.369604404 + 0.00530067407407 x) e) tanh(−9.369604404 + 0.00457665000) 0.25 cosh(0.25 √(9.369604404 + 0.00457665000) + 0.00530067407407 x e) tanh(−9.369604404 + 0.00457665000 e) ln(0.25) (2, 2358, 534, 2363)
equation-line: + 0.00095147407 √(9.369604404 + 0.00457665000) e tanh(0.25 √(−9.369604404 + 0.00530067407407 x) e)3/2 (9.369604404 + 0.00457665000) ln(0.25 √(−9.369604404 + 0.0053007407407) x) e sinh(0.25 9.369604404) (2, 2346, 501, 2351)
equation-line: (9.369604404 + 0.00457665000) ln(0.25 √(−9.369604404 + 0.0053007407407) x) e sinh(0.25 9.369604404) (9.369604404 + 0.0053007407407 x) sinh(0.25 √(−9.369604404 + 0.00457665000) e) cosh(0.25 x) (2, 1509, 470, 1514)
equation-line: − 0.0001120000 cosh(0.25 √(9.369604404 + 0.00530067407407 x) e) tanh(−9.369604404 + 0.00457665000) 0.25 cosh(0.25 √(9.369604404 + 0.00457665000) + 0.00530067407407 x e) tanh(−9.369604404 + 0.00457665000 e) ln(0.25) (2, 1788, 534, 1793)
equation-line: + 0.00095147407 √(9.369604404 + 0.00457665000) e tanh(0.25 √(−9.369604404 + 0.00530067407407 x) e)3/2 (9.369604404 + 0.00457665000) ln(0.25 √(−9.369604404 + 0.0053007407407) x) e sinh(0.25 9.369604404) (2, 270, 501, 275)
equation-line: − 0.0001120000 cosh(0.25 √(9.369604404 + 0.00530067407407 x) e) tanh(−9.369604404 + 0.00457665000) 0.25 cosh(0.25 √(9.369604404 + 0.00457665000) + 0.00530067407407 x e) tanh(−9.369604404 + 0.00457665000 e) ln(0.25) (2, 200, 534, 206)
equation-line: cosh(0.25 √(9.369604404 + 0.00457665000) + 0.00530067407407 x e) tanh(−9.369604404 + 0.00457665000 e) ln(0.25) √(9.369604404 + 0.00457665000 e) sinh(0.25 −9.369604404 + 0.00457665000 e) ln(0.25 √(9.369604404)) (2, 1195, 517, 1200)
equation-line: (9.369604404 + 0.0053007407407 x) sinh(0.25 √(−9.369604404 + 0.00457665000) e) cosh(0.25 x) − 0.0001120000 cosh(0.25 √(9.369604404 + 0.00530067407407 x) e) tanh(−9.369604404 + 0.00457665000) 0.25 (2, 1811, 485, 1816)
equation-line: (9.369604404 + 0.0053007407407 x) sinh(0.25 √(−9.369604404 + 0.00457665000) e) cosh(0.25 x) − 0.0001120000 cosh(0.25 √(9.369604404 + 0.00530067407407 x) e) tanh(−9.369604404 + 0.00457665000) 0.25 (2, 2503, 485, 2508)
equation-line: (9.369604404 + 0.0053007407407 x) sinh(0.25 √(−9.369604404 + 0.00457665000) e) cosh(0.25 x) − 0.0001120000 cosh(0.25 √(9.369604404 + 0.00530067407407 x) e) tanh(−9.369604404 + 0.00457665000) 0.25 (2, 997, 485, 1002)
equation-line: cosh(0.25 √(9.369604404 + 0.00457665000) + 0.00530067407407 x e) tanh(−9.369604404 + 0.00457665000 e) ln(0.25) √(9.369604404 + 0.00457665000 e) sinh(0.25 −9.369604404 + 0.00457665000 e) ln(0.25 √(9.369604404)) (2, 2375, 517, 2380)
equation-line: cosh(0.25 √(9.369604404 + 0.00457665000) + 0.00530067407407 x e) tanh(−9.369604404 + 0.00457665000 e) ln(0.25) √(9.369604404 + 0.00457665000 e) sinh(0.25 −9.369604404 + 0.00457665000 e) ln(0.25 √(9.369604404)) (2, 788, 517, 793)
equation-line: cosh(0.25 √(9.369604404 + 0.00457665000) + 0.00530067407407 x e) tanh(−9.369604404 + 0.00457665000 e) ln(0.25) √(9.369604404 + 0.00457665000 e) sinh(0.25 −9.369604404 + 0.00457665000 e) ln(0.25 √(9.369604404)) (2, 706, 517, 712)
equation-line: cosh(0.25 √(9.369604404 + 0.00457665000) + 0.00530067407407 x e) tanh(−9.369604404 + 0.00457665000 e) ln(0.25) √(9.369604404 + 0.00457665000 e) sinh(0.25 −9.369604404 + 0.00457665000 e) ln(0.25 √(9.369604404)) (2, 55, 517, 60)
equation-line: (9.369604404 + 0.0053007407407 x) sinh(0.25 √(−9.369604404 + 0.00457665000) e) cosh(0.25 x) − 0.0001120000 cosh(0.25 √(9.369604404 + 0.00530067407407 x) e) tanh(−9.369604404 + 0.00457665000) 0.25 (2, 346, 485, 351)
equation-line: + 0.00095147407 √(9.369604404 + 0.00457665000) e tanh(0.25 √(−9.369604404 + 0.00530067407407 x) e)3/2 (9.369604404 + 0.00457665000) ln(0.25 √(−9.369604404 + 0.0053007407407) x) e sinh(0.25 9.369604404) (2, 2387, 501, 2392)
equation-line: − 0.0001120000 cosh(0.25 √(9.369604404 + 0.00530067407407 x) e) tanh(−9.369604404 + 0.00457665000) 0.25 cosh(0.25 √(9.369604404 + 0.00457665000) + 0.00530067407407 x e) tanh(−9.369604404 + 0.00457665000 e) ln(0.25) (2, 730, 534, 735)
equation-line: (9.369604404 + 0.0053007407407 x) sinh(0.25 √(−9.369604404 + 0.00457665000) e) cosh(0.25 x) − 0.0001120000 cosh(0.25 √(9.369604404 + 0.00530067407407 x) e) tanh(−9.369604404 + 0.00457665000) 0.25 (2, 305, 485, 310)
equation-line: (9.369604404 + 0.0053007407407 x) sinh(0.25 √(−9.369604404 + 0.00457665000) e) cosh(0.25 x) − 0.0001120000 cosh(0.25 √(9.369604404 + 0.00530067407407 x) e) tanh(−9.369604404 + 0.00457665000) 0.25 (2, 386, 485, 392)
equation-line: (9.369604404 + 0.00457665000) ln(0.25 √(−9.369604404 + 0.0053007407407) x) e sinh(0.25 9.369604404) (9.369604404 + 0.0053007407407 x) sinh(0.25 √(−9.369604404 + 0.00457665000) e) cosh(0.25 x) (2, 2363, 470, 2369)
equation-line: − 0.0001120000 cosh(0.25 √(9.369604404 + 0.00530067407407 x) e) tanh(−9.369604404 + 0.00457665000) 0.25 cosh(0.25 √(9.369604404 + 0.00457665000) + 0.00530067407407 x e) tanh(−9.369604404 + 0.00457665000 e) ln(0.25) (2, 241, 534, 246)
equation-line: − 0.0001120000 cosh(0.25 √(9.369604404 + 0.00530067407407 x) e) tanh(−9.369604404 + 0.00457665000) 0.25 cosh(0.25 √(9.369604404 + 0.00457665000) + 0.00530067407407 x e) tanh(−9.369604404 + 0.00457665000 e) ln(0.25) (2, 363, 534, 368)
equation-line: √(9.369604404 + 0.00457665000 e) sinh(0.25 −9.369604404 + 0.00457665000 e) ln(0.25 √(9.369604404)) − 0.0010145421 ln(0.25 √(−9.369604404 + 0.00457665000 e) + 0.25 0.00530067407407 x) sinh(0.25 √(9.369604404 + 0.00530067407407 x) e) (2, 2108, 571, 2113)
equation-line: + 0.00095147407 √(9.369604404 + 0.00457665000) e tanh(0.25 √(−9.369604404 + 0.00530067407407 x) e)3/2 (9.369604404 + 0.00457665000) ln(0.25 √(−9.369604404 + 0.0053007407407) x) e sinh(0.25 9.369604404) (2, 2509, 501, 2514)
equation-line: − 0.0010145421 ln(0.25 √(−9.369604404 + 0.00457665000 e) + 0.25 0.00530067407407 x) sinh(0.25 √(9.369604404 + 0.00530067407407 x) e) + 0.00095147407 √(9.369604404 + 0.00457665000) e tanh(0.25 √(−9.369604404 + 0.00530067407407 x) e)3/2 (2, 2206, 583, 2212)
equation-line: (9.369604404 + 0.0053007407407 x) sinh(0.25 √(−9.369604404 + 0.00457665000) e) cosh(0.25 x) − 0.0001120000 cosh(0.25 √(9.369604404 + 0.00530067407407 x) e) tanh(−9.369604404 + 0.00457665000) 0.25 (2, 712, 485, 717)
equation-line: − 0.0010145421 ln(0.25 √(−9.369604404 + 0.00457665000 e) + 0.25 0.00530067407407 x) sinh(0.25 √(9.369604404 + 0.00530067407407 x) e) + 0.00095147407 √(9.369604404 + 0.00457665000) e tanh(0.25 √(−9.369604404 + 0.00530067407407 x) e)3/2 (2, 2247, 583, 2252)
equation-line: cosh(0.25 √(9.369604404 + 0.00457665000) + 0.00530067407407 x e) tanh(−9.369604404 + 0.00457665000 e) ln(0.25) √(9.369604404 + 0.00457665000 e) sinh(0.25 −9.369604404 + 0.00457665000 e) ln(0.25 √(9.369604404)) (2, 1032, 517, 1037)
equation-line: (9.369604404 + 0.0053007407407 x) sinh(0.25 √(−9.369604404 + 0.00457665000) e) cosh(0.25 x) − 0.0001120000 cosh(0.25 √(9.369604404 + 0.00530067407407 x) e) tanh(−9.369604404 + 0.00457665000) 0.25 (2, 1689, 485, 1694)
equation-line: (9.369604404 + 0.0053007407407 x) sinh(0.25 √(−9.369604404 + 0.00457665000) e) cosh(0.25 x) − 0.0001120000 cosh(0.25 √(9.369604404 + 0.00530067407407 x) e) tanh(−9.369604404 + 0.00457665000) 0.25 (2, 590, 485, 595)
equation-line: + 0.00095147407 √(9.369604404 + 0.00457665000) e tanh(0.25 √(−9.369604404 + 0.00530067407407 x) e)3/2 (9.369604404 + 0.00457665000) ln(0.25 √(−9.369604404 + 0.0053007407407) x) e sinh(0.25 9.369604404) (2, 636, 501, 642)
equation-line: − 0.0001120000 cosh(0.25 √(9.369604404 + 0.00530067407407 x) e) tanh(−9.369604404 + 0.00457665000) 0.25 cosh(0.25 √(9.369604404 + 0.00457665000) + 0.00530067407407 x e) tanh(−9.369604404 + 0.00457665000 e) ln(0.25) (2, 1666, 534, 1671)
equation-line: (9.369604404 + 0.00457665000) ln(0.25 √(−9.369604404 + 0.0053007407407) x) e sinh(0.25 9.369604404) (9.369604404 + 0.0053007407407 x) sinh(0.25 √(−9.369604404 + 0.00457665000) e) cosh(0.25 x) (2, 1875, 470, 1880)
equation-line: − 0.0001120000 cosh(0.25 √(9.369604404 + 0.00530067407407 x) e) tanh(−9.369604404 + 0.00457665000) 0.25 cosh(0.25 √(9.369604404 + 0.00457665000) + 0.00530067407407 x e) tanh(−9.369604404 + 0.00457665000 e) ln(0.25) (2, 119, 534, 124)
equation-line: − 0.0001120000 cosh(0.25 √(9.369604404 + 0.00530067407407 x) e) tanh(−9.369604404 + 0.00457665000) 0.25 cosh(0.25 √(9.369604404 + 0.00457665000) + 0.00530067407407 x e) tanh(−9.369604404 + 0.00457665000 e) ln(0.25) (2, 1096, 534, 1101)
equation-line: cosh(0.25 √(9.369604404 + 0.00457665000) + 0.00530067407407 x e) tanh(−9.369604404 + 0.00457665000 e) ln(0.25) √(9.369604404 + 0.00457665000 e) sinh(0.25 −9.369604404 + 0.00457665000 e) ln(0.25 √(9.369604404)) (2, 625, 517, 630)
equation-line: + 0.00095147407 √(9.369604404 + 0.00457665000) e tanh(0.25 √(−9.369604404 + 0.00530067407407 x) e)3/2 (9.369604404 + 0.00457665000) ln(0.25 √(−9.369604404 + 0.0053007407407) x) e sinh(0.25 9.369604404) (2, 392, 501, 398)
equation-line: + 0.00095147407 √(9.369604404 + 0.00457665000) e tanh(0.25 √(−9.369604404 + 0.00530067407407 x) e)3/2 (9.369604404 + 0.00457665000) ln(0.25 √(−9.369604404 + 0.0053007407407) x) e sinh(0.25 9.369604404) (2, 596, 501, 601)
equation-line: cosh(0.25 √(9.369604404 + 0.00457665000) + 0.00530067407407 x e) tanh(−9.369604404 + 0.00457665000 e) ln(0.25) √(9.369604404 + 0.00457665000 e) sinh(0.25 −9.369604404 + 0.00457665000 e) ln(0.25 √(9.369604404)) (2, 1561, 517, 1566)
equation-line: √(9.369604404 + 0.00457665000 e) sinh(0.25 −9.369604404 + 0.00457665000 e) ln(0.25 √(9.369604404)) − 0.0010145421 ln(0.25 √(−9.369604404 + 0.00457665000 e) + 0.25 0.00530067407407 x) sinh(0.25 √(9.369604404 + 0.00530067407407 x) e) (2, 195, 571, 200)
equation-line: √(9.369604404 + 0.00457665000 e) sinh(0.25 −9.369604404 + 0.00457665000 e) ln(0.25 √(9.369604404)) − 0.0010145421 ln(0.25 √(−9.369604404 + 0.00457665000 e) + 0.25 0.00530067407407 x) sinh(0.25 √(9.369604404 + 0.00530067407407 x) e) (2, 1660, 571, 1665)
equation-line: − 0.0001120000 cosh(0.25 √(9.369604404 + 0.00530067407407 x) e) tanh(−9.369604404 + 0.00457665000) 0.25 cosh(0.25 √(9.369604404 + 0.00457665000) + 0.00530067407407 x e) tanh(−9.369604404 + 0.00457665000 e) ln(0.25) (2, 852, 534, 857)
equation-line: √(9.369604404 + 0.00457665000 e) sinh(0.25 −9.369604404 + 0.00457665000 e) ln(0.25 √(9.369604404)) − 0.0010145421 ln(0.25 √(−9.369604404 + 0.00457665000 e) + 0.25 0.00530067407407 x) sinh(0.25 √(9.369604404 + 0.00530067407407 x) e) (2, 1538, 571, 1543)
equation-line: (9.369604404 + 0.00457665000) ln(0.25 √(−9.369604404 + 0.0053007407407) x) e sinh(0.25 9.369604404) (9.369604404 + 0.0053007407407 x) sinh(0.25 √(−9.369604404 + 0.00457665000) e) cosh(0.25 x) (2, 125, 470, 130)
equation-line: √(9.369604404 + 0.00457665000 e) sinh(0.25 −9.369604404 + 0.00457665000 e) ln(0.25 √(9.369604404)) − 0.0010145421 ln(0.25 √(−9.369604404 + 0.00457665000 e) + 0.25 0.00530067407407 x) sinh(0.25 √(9.369604404 + 0.00530067407407 x) e) (2, 439, 571, 444)
equation-line: (9.369604404 + 0.0053007407407 x) sinh(0.25 √(−9.369604404 + 0.00457665000) e) cosh(0.25 x) − 0.0001120000 cosh(0.25 √(9.369604404 + 0.00530067407407 x) e) tanh(−9.369604404 + 0.00457665000) 0.25 (2, 1078, 485, 1084)
equation-line: (9.369604404 + 0.00457665000) ln(0.25 √(−9.369604404 + 0.0053007407407) x) e sinh(0.25 9.369604404) (9.369604404 + 0.0053007407407 x) sinh(0.25 √(−9.369604404 + 0.00457665000) e) cosh(0.25 x) (2, 2119, 470, 2125)
equation-line: (9.369604404 + 0.00457665000) ln(0.25 √(−9.369604404 + 0.0053007407407) x) e sinh(0.25 9.369604404) (9.369604404 + 0.0053007407407 x) sinh(0.25 √(−9.369604404 + 0.00457665000) e) cosh(0.25 x) (2, 1102, 470, 1107)
equation-line: cosh(0.25 √(9.369604404 + 0.00457665000) + 0.00530067407407 x e) tanh(−9.369604404 + 0.00457665000 e) ln(0.25) √(9.369604404 + 0.00457665000 e) sinh(0.25 −9.369604404 + 0.00457665000 e) ln(0.25 √(9.369604404)) (2, 828, 517, 834)
equation-line: √(9.369604404 + 0.00457665000 e) sinh(0.25 −9.369604404 + 0.00457665000 e) ln(0.25 √(9.369604404)) − 0.0010145421 ln(0.25 √(−9.369604404 + 0.00457665000 e) + 0.25 0.00530067407407 x) sinh(0.25 √(9.369604404 + 0.00530067407407 x) e) (2, 1904, 571, 1909)
equation-line: − 0.0010145421 ln(0.25 √(−9.369604404 + 0.00457665000 e) + 0.25 0.00530067407407 x) sinh(0.25 √(9.369604404 + 0.00530067407407 x) e) + 0.00095147407 √(9.369604404 + 0.00457665000) e tanh(0.25 √(−9.369604404 + 0.00530067407407 x) e)3/2 (2, 1637, 583, 1642)
equation-line: cosh(0.25 √(9.369604404 + 0.00457665000) + 0.00530067407407 x e) tanh(−9.369604404 + 0.00457665000 e) ln(0.25) √(9.369604404 + 0.00457665000 e) sinh(0.25 −9.369604404 + 0.00457665000 e) ln(0.25 √(9.369604404)) (2, 2049, 517, 2055)
equation-line: − 0.0001120000 cosh(0.25 √(9.369604404 + 0.00530067407407 x) e) tanh(−9.369604404 + 0.00457665000) 0.25 cosh(0.25 √(9.369604404 + 0.00457665000) + 0.00530067407407 x e) tanh(−9.369604404 + 0.00457665000 e) ln(0.25) (2, 1544, 534, 1549)
equation-line: − 0.0010145421 ln(0.25 √(−9.369604404 + 0.00457665000 e) + 0.25 0.00530067407407 x) sinh(0.25 √(9.369604404 + 0.00530067407407 x) e) + 0.00095147407 √(9.369604404 + 0.00457665000) e tanh(0.25 √(−9.369604404 + 0.00530067407407 x) e)3/2 (2, 2125, 583, 2130)
equation-line: (9.369604404 + 0.00457665000) ln(0.25 √(−9.369604404 + 0.0053007407407) x) e sinh(0.25 9.369604404) (9.369604404 + 0.0053007407407 x) sinh(0.25 √(−9.369604404 + 0.00457665000) e) cosh(0.25 x) (2, 654, 470, 659)
equation-line: − 0.0001120000 cosh(0.25 √(9.369604404 + 0.00530067407407 x) e) tanh(−9.369604404 + 0.00457665000) 0.25 cosh(0.25 √(9.369604404 + 0.00457665000) + 0.00530067407407 x e) tanh(−9.369604404 + 0.00457665000 e) ln(0.25) (2, 1869, 534, 1875)
equation-line: (9.369604404 + 0.0053007407407 x) sinh(0.25 √(−9.369604404 + 0.00457665000) e) cosh(0.25 x) − 0.0001120000 cosh(0.25 √(9.369604404 + 0.00530067407407 x) e) tanh(−9.369604404 + 0.00457665000) 0.25 (2, 224, 485, 229)
equation-line: √(9.369604404 + 0.00457665000 e) sinh(0.25 −9.369604404 + 0.00457665000 e) ln(0.25 √(9.369604404)) − 0.0010145421 ln(0.25 √(−9.369604404 + 0.00457665000 e) + 0.25 0.00530067407407 x) sinh(0.25 √(9.369604404 + 0.00530067407407 x) e) (2, 1497, 571, 1502)
equation-line: + 0.00095147407 √(9.369604404 + 0.00457665000) e tanh(0.25 √(−9.369604404 + 0.00530067407407 x) e)3/2 (9.369604404 + 0.00457665000) ln(0.25 √(−9.369604404 + 0.0053007407407) x) e sinh(0.25 9.369604404) (2, 352, 501, 357)
equation-line: cosh(0.25 √(9.369604404 + 0.00457665000) + 0.00530067407407 x e) tanh(−9.369604404 + 0.00457665000 e) ln(0.25) √(9.369604404 + 0.00457665000 e) sinh(0.25 −9.369604404 + 0.00457665000 e) ln(0.25 √(9.369604404)) (2, 1642, 517, 1648)
equation-line: (9.369604404 + 0.00457665000) ln(0.25 √(−9.369604404 + 0.0053007407407) x) e sinh(0.25 9.369604404) (9.369604404 + 0.0053007407407 x) sinh(0.25 √(−9.369604404 + 0.00457665000) e) cosh(0.25 x) (2, 1061, 470, 1066)
equation-line: (9.369604404 + 0.00457665000) ln(0.25 √(−9.369604404 + 0.0053007407407) x) e sinh(0.25 9.369604404) (9.369604404 + 0.0053007407407 x) sinh(0.25 √(−9.369604404 + 0.00457665000) e) cosh(0.25 x) (2, 857, 470, 863)
equation-line: √(9.369604404 + 0.00457665000 e) sinh(0.25 −9.369604404 + 0.00457665000 e) ln(0.25 √(9.369604404)) − 0.0010145421 ln(0.25 √(−9.369604404 + 0.00457665000 e) + 0.25 0.00530067407407 x) sinh(0.25 √(9.369604404 + 0.00530067407407 x) e) (2, 642, 571, 648)
equation-line: (9.369604404 + 0.00457665000) ln(0.25 √(−9.369604404 + 0.0053007407407) x) e sinh(0.25 9.369604404) (9.369604404 + 0.0053007407407 x) sinh(0.25 √(−9.369604404 + 0.00457665000) e) cosh(0.25 x) (2, 2567, 470, 2572)
equation-line: cosh(0.25 √(9.369604404 + 0.00457665000) + 0.00530067407407 x e) tanh(−9.369604404 + 0.00457665000 e) ln(0.25) √(9.369604404 + 0.00457665000 e) sinh(0.25 −9.369604404 + 0.00457665000 e) ln(0.25 √(9.369604404)) (2, 543, 517, 549)
equation-line: √(9.369604404 + 0.00457665000 e) sinh(0.25 −9.369604404 + 0.00457665000 e) ln(0.25 √(9.369604404)) − 0.0010145421 ln(0.25 √(−9.369604404 + 0.00457665000 e) + 0.25 0.00530067407407 x) sinh(0.25 √(9.369604404 + 0.00530067407407 x) e) (2, 1578, 571, 1584)
equation-line: cosh(0.25 √(9.369604404 + 0.00457665000) + 0.00530067407407 x e) tanh(−9.369604404 + 0.00457665000 e) ln(0.25) √(9.369604404 + 0.00457665000 e) sinh(0.25 −9.369604404 + 0.00457665000 e) ln(0.25 √(9.369604404)) (2, 1073, 517, 1078)
equation-line: (9.369604404 + 0.0053007407407 x) sinh(0.25 √(−9.369604404 + 0.00457665000) e) cosh(0.25 x) − 0.0001120000 cosh(0.25 √(9.369604404 + 0.00530067407407 x) e) tanh(−9.369604404 + 0.00457665000) 0.25 (2, 1608, 485, 1613)
equation-line: − 0.0010145421 ln(0.25 √(−9.369604404 + 0.00457665000 e) + 0.25 0.00530067407407 x) sinh(0.25 √(9.369604404 + 0.00530067407407 x) e) + 0.00095147407 √(9.369604404 + 0.00457665000) e tanh(0.25 √(−9.369604404 + 0.00530067407407 x) e)3/2 (2, 1840, 583, 1845)
equation-line: cosh(0.25 √(9.369604404 + 0.00457665000) + 0.00530067407407 x e) tanh(−9.369604404 + 0.00457665000 e) ln(0.25) √(9.369604404 + 0.00457665000 e) sinh(0.25 −9.369604404 + 0.00457665000 e) ln(0.25 √(9.369604404)) (2, 1113, 517, 1119)
equation-line: cosh(0.25 √(9.369604404 + 0.00457665000) + 0.00530067407407 x e) tanh(−9.369604404 + 0.00457665000 e) ln(0.25) √(9.369604404 + 0.00457665000 e) sinh(0.25 −9.369604404 + 0.00457665000 e) ln(0.25 √(9.369604404)) (2, 2009, 517, 2014)
equation-line: (9.369604404 + 0.0053007407407 x) sinh(0.25 √(−9.369604404 + 0.00457665000) e) cosh(0.25 x) − 0.0001120000 cosh(0.25 √(9.369604404 + 0.00530067407407 x) e) tanh(−9.369604404 + 0.00457665000) 0.25 (2, 264, 485, 270)
